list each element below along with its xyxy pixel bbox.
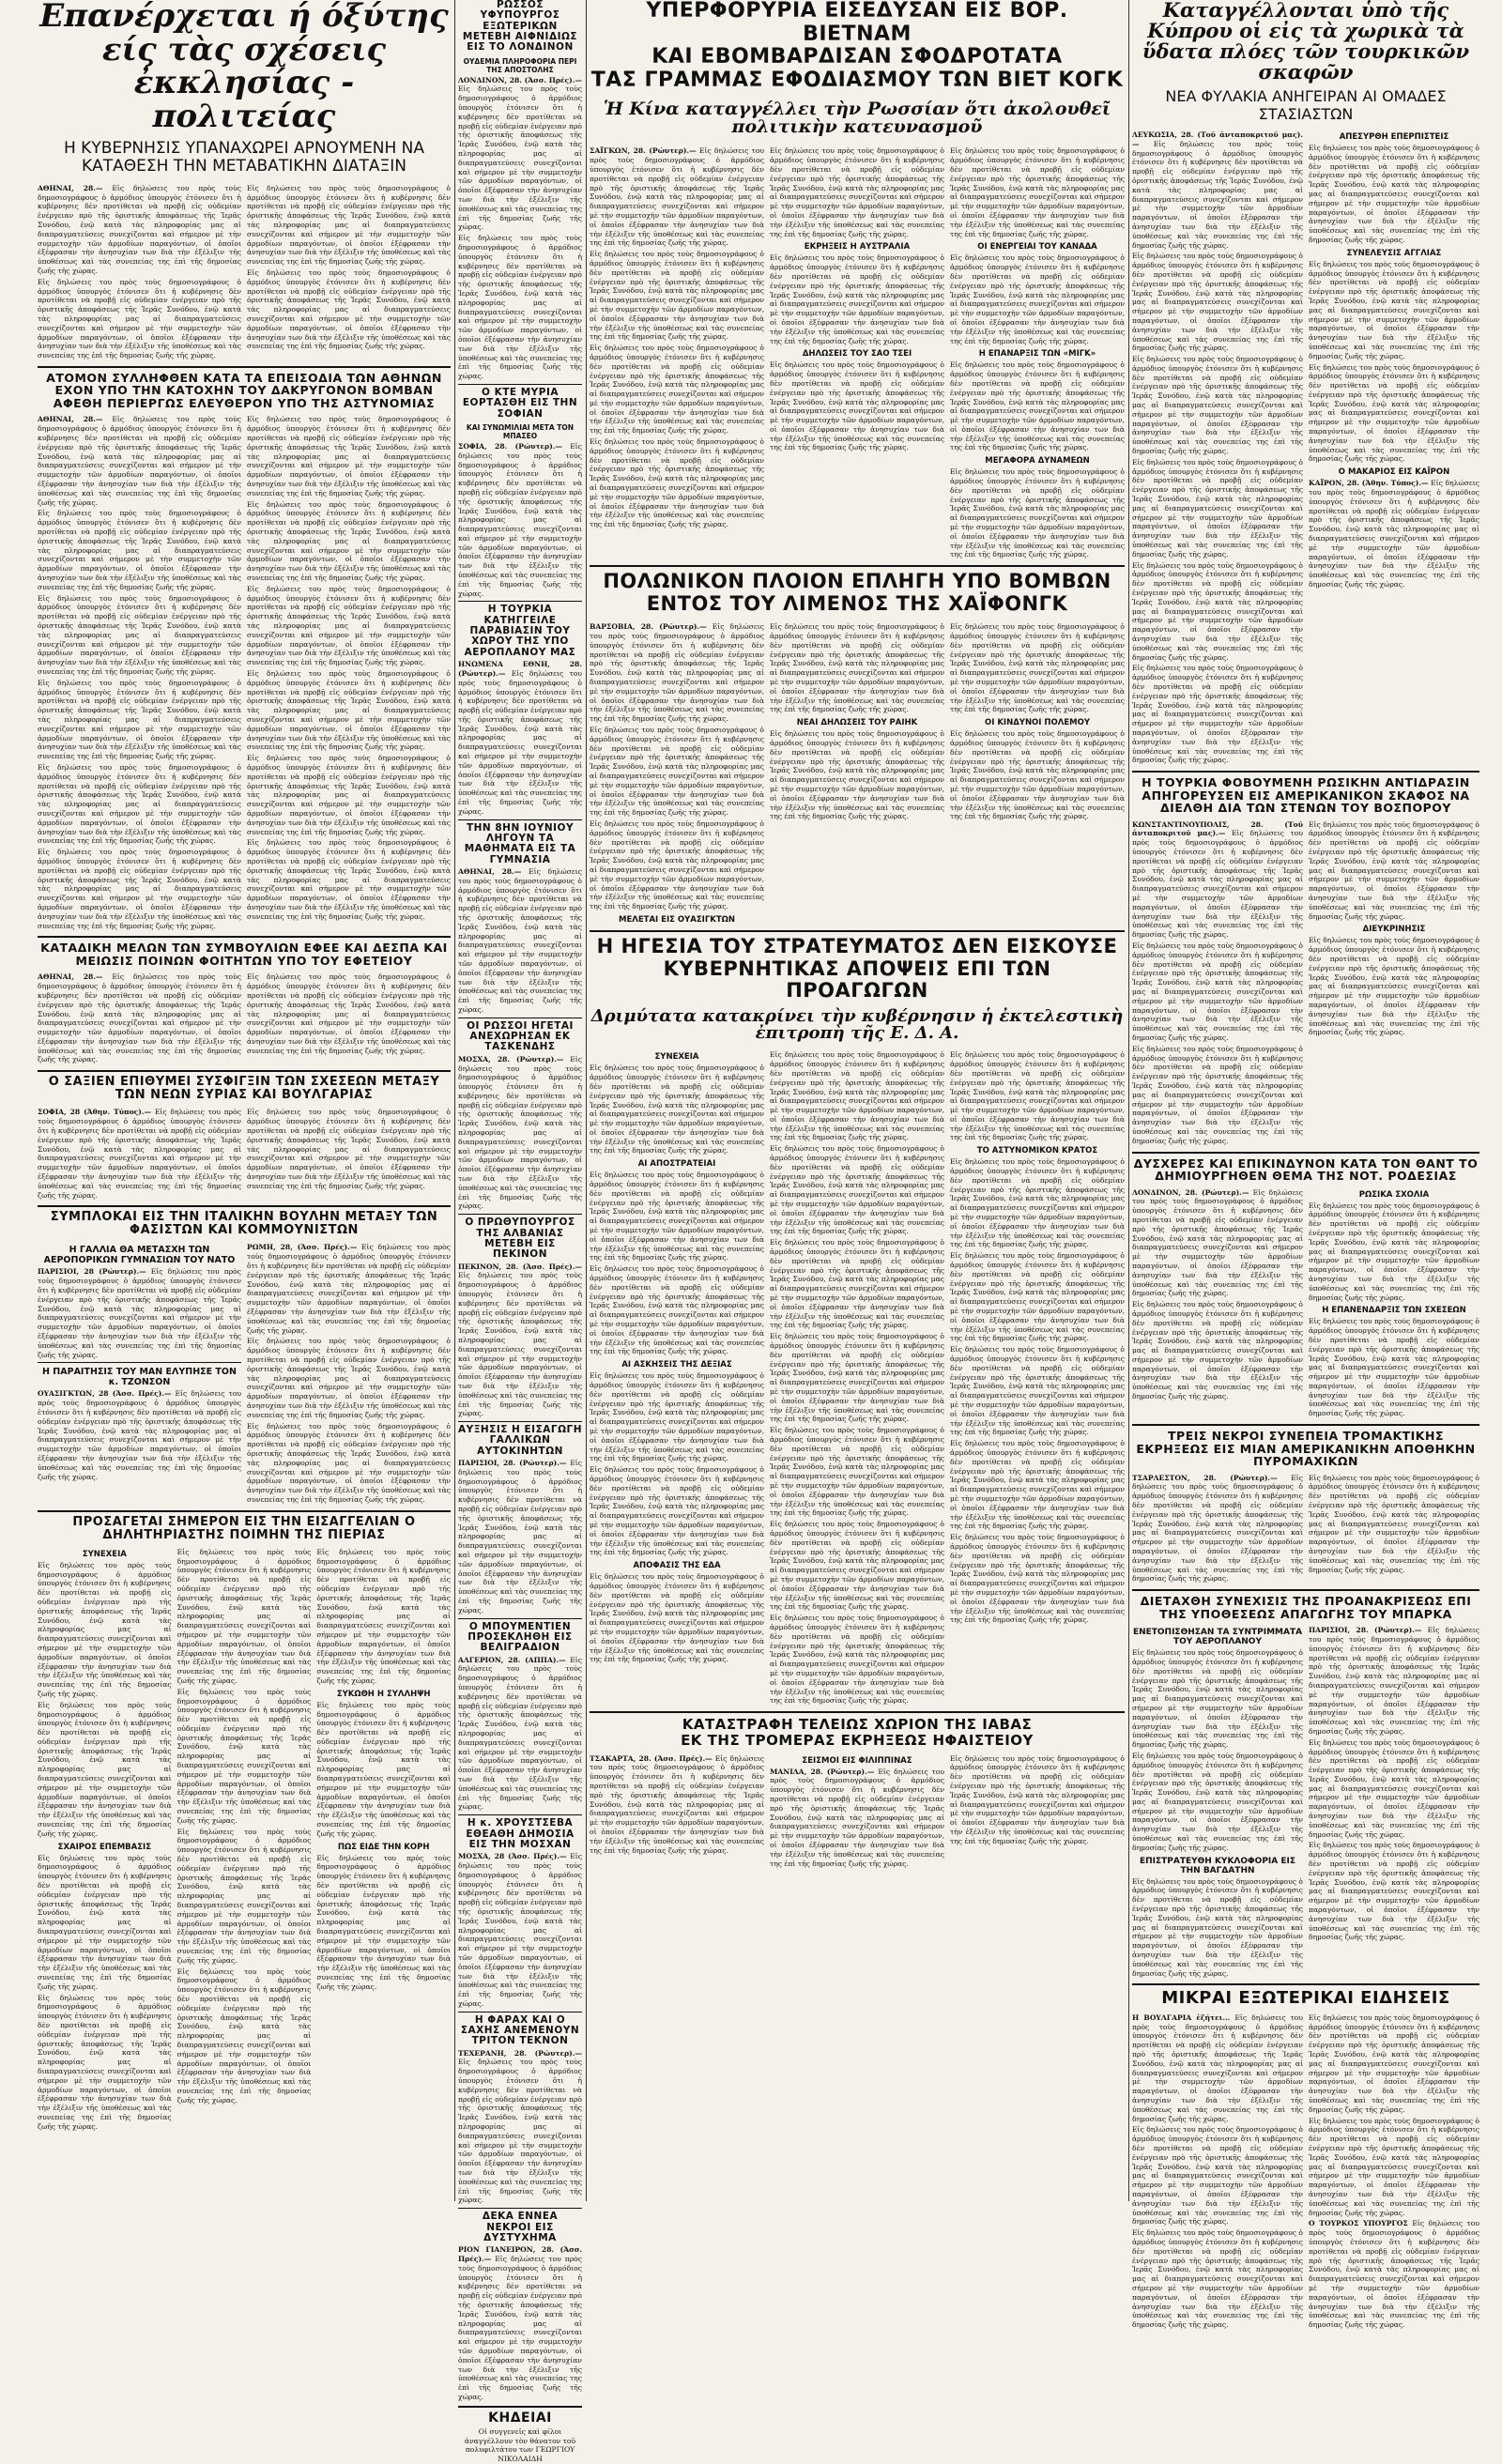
column-4 [1132, 0, 1479, 2330]
dateline: ΠΕΚΙΝΟΝ, 28. (Ἀσσ. Πρές).— [458, 1262, 582, 1271]
dateline: ΣΟΦΙΑ, 28 (Ἀθην. Τύπος).— [38, 1108, 152, 1117]
dateline: ΜΟΣΧΑ, 28 (Ἀσσ. Πρές).— [458, 1852, 567, 1861]
headline [590, 571, 1125, 615]
brief-lead: Η ΒΟΥΛΓΑΡΙΑ ἐζήτει... [1132, 2013, 1231, 2022]
article-text: Εἰς δηλώσεις του πρὸς τοὺς δημοσιογράφους ὁ ἀρμόδιος ὑπουργὸς ἐτόνισεν ὅτι ἡ κυβέρνησις δὲν προτίθεται νὰ προβῇ εἰς οὐδεμίαν ἐνέργειαν πρὸ τῆς ὁριστικῆς ἀποφάσεως τῆς Ἱερᾶς Συνόδου, ἐνῷ κατὰ τὰς πληροφορίας μας αἱ διαπραγματεύσεις συνεχίζονται καὶ σήμερον μὲ τὴν συμμετοχὴν τῶν ἁρμοδίων παραγόντων, οἱ ὁποῖοι ἐξέφρασαν τὴν ἀνησυχίαν των διὰ τὴν ἐξέλιξιν τῆς ὑποθέσεως καὶ τὰς συνεπείας της ἐπὶ τῆς δημοσίας ζωῆς τῆς χώρας. [38, 1108, 241, 1200]
article-text: Εἰς δηλώσεις του πρὸς τοὺς δημοσιογράφους ὁ ἀρμόδιος ὑπουργὸς ἐτόνισεν ὅτι ἡ κυβέρνησις δὲν προτίθεται νὰ προβῇ εἰς οὐδεμίαν ἐνέργειαν πρὸ τῆς ὁριστικῆς ἀποφάσεως τῆς Ἱερᾶς Συνόδου, ἐνῷ κατὰ τὰς πληροφορίας μας αἱ διαπραγματεύσεις συνεχίζονται καὶ σήμερον μὲ τὴν συμμετοχὴν τῶν ἁρμοδίων παραγόντων, οἱ ὁποῖοι ἐξέφρασαν τὴν ἀνησυχίαν των διὰ τὴν ἐξέλιξιν τῆς ὑποθέσεως καὶ τὰς συνεπείας της ἐπὶ τῆς δημοσίας ζωῆς τῆς χώρας. [1309, 1317, 1479, 1418]
dateline: ΛΟΝΔΙΝΟΝ, 28. (Ρώυτερ).— [1132, 1187, 1249, 1197]
column-2 [458, 0, 583, 2464]
dateline: ΜΑΝΙΛΑ, 28. (Ρώυτερ).— [770, 1767, 875, 1776]
article-text: Εἰς δηλώσεις του πρὸς τοὺς δημοσιογράφους ὁ ἀρμόδιος ὑπουργὸς ἐτόνισεν ὅτι ἡ κυβέρνησις δὲν προτίθεται νὰ προβῇ εἰς οὐδεμίαν ἐνέργειαν πρὸ τῆς ὁριστικῆς ἀποφάσεως τῆς Ἱερᾶς Συνόδου, ἐνῷ κατὰ τὰς πληροφορίας μας αἱ διαπραγματεύσεις συνεχίζονται καὶ σήμερον μὲ τὴν συμμετοχὴν τῶν ἁρμοδίων παραγόντων, οἱ ὁποῖοι ἐξέφρασαν τὴν ἀνησυχίαν των διὰ τὴν ἐξέλιξιν τῆς ὑποθέσεως καὶ τὰς συνεπείας της ἐπὶ τῆς δημοσίας ζωῆς τῆς χώρας. [1309, 1626, 1479, 1736]
article-text: Εἰς δηλώσεις του πρὸς τοὺς δημοσιογράφους ὁ ἀρμόδιος ὑπουργὸς ἐτόνισεν ὅτι ἡ κυβέρνησις δὲν προτίθεται νὰ προβῇ εἰς οὐδεμίαν ἐνέργειαν πρὸ τῆς ὁριστικῆς ἀποφάσεως τῆς Ἱερᾶς Συνόδου, ἐνῷ κατὰ τὰς πληροφορίας μας αἱ διαπραγματεύσεις συνεχίζονται καὶ σήμερον μὲ τὴν συμμετοχὴν τῶν ἁρμοδίων παραγόντων, οἱ ὁποῖοι ἐξέφρασαν τὴν ἀνησυχίαν των διὰ τὴν ἐξέλιξιν τῆς ὑποθέσεως καὶ τὰς συνεπείας της ἐπὶ τῆς δημοσίας ζωῆς τῆς χώρας. [38, 1853, 172, 1991]
headline: Καταγγέλλονται ὑπὸ τῆς Κύπρου οἱ εἰς τὰ χωρικὰ τὰ ὕδατα πλόες τῶν τουρκικῶν σκαφῶν [1142, 0, 1470, 84]
headline: ΜΙΚΡΑΙ ΕΞΩΤΕΡΙΚΑΙ ΕΙΔΗΣΕΙΣ [1161, 1988, 1450, 2009]
article-text: Εἰς δηλώσεις του πρὸς τοὺς δημοσιογράφους ὁ ἀρμόδιος ὑπουργὸς ἐτόνισεν ὅτι ἡ κυβέρνησις δὲν προτίθεται νὰ προβῇ εἰς οὐδεμίαν ἐνέργειαν πρὸ τῆς ὁριστικῆς ἀποφάσεως τῆς Ἱερᾶς Συνόδου, ἐνῷ κατὰ τὰς πληροφορίας μας αἱ διαπραγματεύσεις συνεχίζονται καὶ σήμερον μὲ τὴν συμμετοχὴν τῶν ἁρμοδίων παραγόντων, οἱ ὁποῖοι ἐξέφρασαν τὴν ἀνησυχίαν των διὰ τὴν ἐξέλιξιν τῆς ὑποθέσεως καὶ τὰς συνεπείας της ἐπὶ τῆς δημοσίας ζωῆς τῆς χώρας. [1132, 252, 1303, 353]
article-text: Εἰς δηλώσεις του πρὸς τοὺς δημοσιογράφους ὁ ἀρμόδιος ὑπουργὸς ἐτόνισεν ὅτι ἡ κυβέρνησις δὲν προτίθεται νὰ προβῇ εἰς οὐδεμίαν ἐνέργειαν πρὸ τῆς ὁριστικῆς ἀποφάσεως τῆς Ἱερᾶς Συνόδου, ἐνῷ κατὰ τὰς πληροφορίας μας αἱ διαπραγματεύσεις συνεχίζονται καὶ σήμερον μὲ τὴν συμμετοχὴν τῶν ἁρμοδίων παραγόντων, οἱ ὁποῖοι ἐξέφρασαν τὴν ἀνησυχίαν των διὰ τὴν ἐξέλιξιν τῆς ὑποθέσεως καὶ τὰς συνεπείας της ἐπὶ τῆς δημοσίας ζωῆς τῆς χώρας. [316, 1700, 452, 1838]
article-text: Εἰς δηλώσεις του πρὸς τοὺς δημοσιογράφους ὁ ἀρμόδιος ὑπουργὸς ἐτόνισεν ὅτι ἡ κυβέρνησις δὲν προτίθεται νὰ προβῇ εἰς οὐδεμίαν ἐνέργειαν πρὸ τῆς ὁριστικῆς ἀποφάσεως τῆς Ἱερᾶς Συνόδου, ἐνῷ κατὰ τὰς πληροφορίας μας αἱ διαπραγματεύσεις συνεχίζονται καὶ σήμερον μὲ τὴν συμμετοχὴν τῶν ἁρμοδίων παραγόντων, οἱ ὁποῖοι ἐξέφρασαν τὴν ἀνησυχίαν των διὰ τὴν ἐξέλιξιν τῆς ὑποθέσεως καὶ τὰς συνεπείας της ἐπὶ τῆς δημοσίας ζωῆς τῆς χώρας. [1132, 664, 1303, 765]
article-text: Εἰς δηλώσεις του πρὸς τοὺς δημοσιογράφους ὁ ἀρμόδιος ὑπουργὸς ἐτόνισεν ὅτι ἡ κυβέρνησις δὲν προτίθεται νὰ προβῇ εἰς οὐδεμίαν ἐνέργειαν πρὸ τῆς ὁριστικῆς ἀποφάσεως τῆς Ἱερᾶς Συνόδου, ἐνῷ κατὰ τὰς πληροφορίας μας αἱ διαπραγματεύσεις συνεχίζονται καὶ σήμερον μὲ τὴν συμμετοχὴν τῶν ἁρμοδίων παραγόντων, οἱ ὁποῖοι ἐξέφρασαν τὴν ἀνησυχίαν των διὰ τὴν ἐξέλιξιν τῆς ὑποθέσεως καὶ τὰς συνεπείας της ἐπὶ τῆς δημοσίας ζωῆς τῆς χώρας. [1132, 1473, 1303, 1584]
section-heading: ΜΕΓΑΦΟΡΑ ΔΥΝΑΜΕΩΝ [985, 456, 1090, 467]
article-text: Εἰς δηλώσεις του πρὸς τοὺς δημοσιογράφους ὁ ἀρμόδιος ὑπουργὸς ἐτόνισεν ὅτι ἡ κυβέρνησις δὲν προτίθεται νὰ προβῇ εἰς οὐδεμίαν ἐνέργειαν πρὸ τῆς ὁριστικῆς ἀποφάσεως τῆς Ἱερᾶς Συνόδου, ἐνῷ κατὰ τὰς πληροφορίας μας αἱ διαπραγματεύσεις συνεχίζονται καὶ σήμερον μὲ τὴν συμμετοχὴν τῶν ἁρμοδίων παραγόντων, οἱ ὁποῖοι ἐξέφρασαν τὴν ἀνησυχίαν των διὰ τὴν ἐξέλιξιν τῆς ὑποθέσεως καὶ τὰς συνεπείας της ἐπὶ τῆς δημοσίας ζωῆς τῆς χώρας. [247, 415, 451, 497]
article-text: Εἰς δηλώσεις του πρὸς τοὺς δημοσιογράφους ὁ ἀρμόδιος ὑπουργὸς ἐτόνισεν ὅτι ἡ κυβέρνησις δὲν προτίθεται νὰ προβῇ εἰς οὐδεμίαν ἐνέργειαν πρὸ τῆς ὁριστικῆς ἀποφάσεως τῆς Ἱερᾶς Συνόδου, ἐνῷ κατὰ τὰς πληροφορίας μας αἱ διαπραγματεύσεις συνεχίζονται καὶ σήμερον μὲ τὴν συμμετοχὴν τῶν ἁρμοδίων παραγόντων, οἱ ὁποῖοι ἐξέφρασαν τὴν ἀνησυχίαν των διὰ τὴν ἐξέλιξιν τῆς ὑποθέσεως καὶ τὰς συνεπείας της ἐπὶ τῆς δημοσίας ζωῆς τῆς χώρας. [770, 1050, 944, 1142]
article-text: Εἰς δηλώσεις του πρὸς τοὺς δημοσιογράφους ὁ ἀρμόδιος ὑπουργὸς ἐτόνισεν ὅτι ἡ κυβέρνησις δὲν προτίθεται νὰ προβῇ εἰς οὐδεμίαν ἐνέργειαν πρὸ τῆς ὁριστικῆς ἀποφάσεως τῆς Ἱερᾶς Συνόδου, ἐνῷ κατὰ τὰς πληροφορίας μας αἱ διαπραγματεύσεις συνεχίζονται καὶ σήμερον μὲ τὴν συμμετοχὴν τῶν ἁρμοδίων παραγόντων, οἱ ὁποῖοι ἐξέφρασαν τὴν ἀνησυχίαν των διὰ τὴν ἐξέλιξιν τῆς ὑποθέσεως καὶ τὰς συνεπείας της ἐπὶ τῆς δημοσίας ζωῆς τῆς χώρας. [38, 183, 241, 276]
article-explosion [1132, 1430, 1479, 1585]
headline: ΣΥΜΠΛΟΚΑΙ ΕΙΣ ΤΗΝ ΙΤΑΛΙΚΗΝ ΒΟΥΛΗΝ ΜΕΤΑΞΥ ΤΩΝ ΦΑΣΙΣΤΩΝ ΚΑΙ ΚΟΜΜΟΥΝΙΣΤΩΝ [50, 1210, 438, 1238]
dateline: ΡΙΟΝ ΓΙΑΝΕΙΡΟΝ, 28. (Ἀσσ. Πρές).— [458, 2245, 582, 2264]
section-heading: ΕΠΙΣΤΡΑΤΕΥΘΗ ΚΥΚΛΟΦΟΡΙΑ ΕΙΣ ΤΗΝ ΒΑΓΔΑΤΗΝ [1139, 1856, 1296, 1875]
article-text: Εἰς δηλώσεις του πρὸς τοὺς δημοσιογράφους ὁ ἀρμόδιος ὑπουργὸς ἐτόνισεν ὅτι ἡ κυβέρνησις δὲν προτίθεται νὰ προβῇ εἰς οὐδεμίαν ἐνέργειαν πρὸ τῆς ὁριστικῆς ἀποφάσεως τῆς Ἱερᾶς Συνόδου, ἐνῷ κατὰ τὰς πληροφορίας μας αἱ διαπραγματεύσεις συνεχίζονται καὶ σήμερον μὲ τὴν συμμετοχὴν τῶν ἁρμοδίων παραγόντων, οἱ ὁποῖοι ἐξέφρασαν τὴν ἀνησυχίαν των διὰ τὴν ἐξέλιξιν τῆς ὑποθέσεως καὶ τὰς συνεπείας της ἐπὶ τῆς δημοσίας ζωῆς τῆς χώρας. [38, 972, 241, 1064]
section-heading: ΔΙΕΥΚΡΙΝΗΣΙΣ [1362, 925, 1426, 935]
headline-line: Η ΗΓΕΣΙΑ ΤΟΥ ΣΤΡΑΤΕΥΜΑΤΟΣ ΔΕΝ ΕΙΣΚΟΥΣΕ [596, 934, 1118, 957]
section-heading: ΣΥΚΩΘΗ Η ΣΥΛΛΗΨΗ [336, 1689, 431, 1699]
dateline: ΑΘΗΝΑΙ, 28.— [458, 866, 522, 876]
column-rule [1128, 0, 1129, 2201]
headline: ΚΗΔΕΙΑΙ [488, 2410, 552, 2426]
article-text: Εἰς δηλώσεις του πρὸς τοὺς δημοσιογράφους ὁ ἀρμόδιος ὑπουργὸς ἐτόνισεν ὅτι ἡ κυβέρνησις δὲν προτίθεται νὰ προβῇ εἰς οὐδεμίαν ἐνέργειαν πρὸ τῆς ὁριστικῆς ἀποφάσεως τῆς Ἱερᾶς Συνόδου, ἐνῷ κατὰ τὰς πληροφορίας μας αἱ διαπραγματεύσεις συνεχίζονται καὶ σήμερον μὲ τὴν συμμετοχὴν τῶν ἁρμοδίων παραγόντων, οἱ ὁποῖοι ἐξέφρασαν τὴν ἀνησυχίαν των διὰ τὴν ἐξέλιξιν τῆς ὑποθέσεως καὶ τὰς συνεπείας της ἐπὶ τῆς δημοσίας ζωῆς τῆς χώρας. [1132, 2013, 1303, 2123]
article-text: Εἰς δηλώσεις του πρὸς τοὺς δημοσιογράφους ὁ ἀρμόδιος ὑπουργὸς ἐτόνισεν ὅτι ἡ κυβέρνησις δὲν προτίθεται νὰ προβῇ εἰς οὐδεμίαν ἐνέργειαν πρὸ τῆς ὁριστικῆς ἀποφάσεως τῆς Ἱερᾶς Συνόδου, ἐνῷ κατὰ τὰς πληροφορίας μας αἱ διαπραγματεύσεις συνεχίζονται καὶ σήμερον μὲ τὴν συμμετοχὴν τῶν ἁρμοδίων παραγόντων, οἱ ὁποῖοι ἐξέφρασαν τὴν ἀνησυχίαν των διὰ τὴν ἐξέλιξιν τῆς ὑποθέσεως καὶ τὰς συνεπείας της ἐπὶ τῆς δημοσίας ζωῆς τῆς χώρας. [590, 250, 764, 342]
subheadline: Η ΓΑΛΛΙΑ ΘΑ ΜΕΤΑΣΧΗ ΤΩΝ ΑΕΡΟΠΟΡΙΚΩΝ ΓΥΜΝΑΣΙΩΝ ΤΟΥ ΝΑΤΟ [43, 1245, 236, 1266]
headline: ΔΙΕΤΑΧΘΗ ΣΥΝΕΧΙΣΙΣ ΤΗΣ ΠΡΟΑΝΑΚΡΙΣΕΩΣ ΕΠΙ ΤΗΣ ΥΠΟΘΕΣΕΩΣ ΑΠΑΓΩΓΗΣ ΤΟΥ ΜΠΑΡΚΑ [1140, 1594, 1472, 1621]
article-text: Εἰς δηλώσεις του πρὸς τοὺς δημοσιογράφους ὁ ἀρμόδιος ὑπουργὸς ἐτόνισεν ὅτι ἡ κυβέρνησις δὲν προτίθεται νὰ προβῇ εἰς οὐδεμίαν ἐνέργειαν πρὸ τῆς ὁριστικῆς ἀποφάσεως τῆς Ἱερᾶς Συνόδου, ἐνῷ κατὰ τὰς πληροφορίας μας αἱ διαπραγματεύσεις συνεχίζονται καὶ σήμερον μὲ τὴν συμμετοχὴν τῶν ἁρμοδίων παραγόντων, οἱ ὁποῖοι ἐξέφρασαν τὴν ἀνησυχίαν των διὰ τὴν ἐξέλιξιν τῆς ὑποθέσεως καὶ τὰς συνεπείας της ἐπὶ τῆς δημοσίας ζωῆς τῆς χώρας. [1132, 1876, 1303, 1978]
article-cyprus-waters [1132, 0, 1479, 767]
headline: Επανέρχεται ή όξύτης είς τὰς σχέσεις ἐκκλησίας - πολιτείας [39, 0, 449, 136]
article-text: Εἰς δηλώσεις του πρὸς τοὺς δημοσιογράφους ὁ ἀρμόδιος ὑπουργὸς ἐτόνισεν ὅτι ἡ κυβέρνησις δὲν προτίθεται νὰ προβῇ εἰς οὐδεμίαν ἐνέργειαν πρὸ τῆς ὁριστικῆς ἀποφάσεως τῆς Ἱερᾶς Συνόδου, ἐνῷ κατὰ τὰς πληροφορίας μας αἱ διαπραγματεύσεις συνεχίζονται καὶ σήμερον μὲ τὴν συμμετοχὴν τῶν ἁρμοδίων παραγόντων, οἱ ὁποῖοι ἐξέφρασαν τὴν ἀνησυχίαν των διὰ τὴν ἐξέλιξιν τῆς ὑποθέσεως καὶ τὰς συνεπείας της ἐπὶ τῆς δημοσίας ζωῆς τῆς χώρας. [247, 669, 451, 752]
article-text: Εἰς δηλώσεις του πρὸς τοὺς δημοσιογράφους ὁ ἀρμόδιος ὑπουργὸς ἐτόνισεν ὅτι ἡ κυβέρνησις δὲν προτίθεται νὰ προβῇ εἰς οὐδεμίαν ἐνέργειαν πρὸ τῆς ὁριστικῆς ἀποφάσεως τῆς Ἱερᾶς Συνόδου, ἐνῷ κατὰ τὰς πληροφορίας μας αἱ διαπραγματεύσεις συνεχίζονται καὶ σήμερον μὲ τὴν συμμετοχὴν τῶν ἁρμοδίων παραγόντων, οἱ ὁποῖοι ἐξέφρασαν τὴν ἀνησυχίαν των διὰ τὴν ἐξέλιξιν τῆς ὑποθέσεως καὶ τὰς συνεπείας της ἐπὶ τῆς δημοσίας ζωῆς τῆς χώρας. [458, 234, 582, 381]
headline: Η κ. ΧΡΟΥΣΤΣΕΒΑ ΕΘΕΑΘΗ ΔΗΜΟΣΙΑ ΕΙΣ ΤΗΝ ΜΟΣΧΑΝ [466, 1817, 575, 1850]
headline: Ο ΣΑΞΙΕΝ ΕΠΙΘΥΜΕΙ ΣΥΣΦΙΓΞΙΝ ΤΩΝ ΣΧΕΣΕΩΝ ΜΕΤΑΞΥ ΤΩΝ ΝΕΩΝ ΣΥΡΙΑΣ ΚΑΙ ΒΟΥΛΓΑΡΙΑΣ [48, 1075, 440, 1103]
article-text: Εἰς δηλώσεις του πρὸς τοὺς δημοσιογράφους ὁ ἀρμόδιος ὑπουργὸς ἐτόνισεν ὅτι ἡ κυβέρνησις δὲν προτίθεται νὰ προβῇ εἰς οὐδεμίαν ἐνέργειαν πρὸ τῆς ὁριστικῆς ἀποφάσεως τῆς Ἱερᾶς Συνόδου, ἐνῷ κατὰ τὰς πληροφορίας μας αἱ διαπραγματεύσεις συνεχίζονται καὶ σήμερον μὲ τὴν συμμετοχὴν τῶν ἁρμοδίων παραγόντων, οἱ ὁποῖοι ἐξέφρασαν τὴν ἀνησυχίαν των διὰ τὴν ἐξέλιξιν τῆς ὑποθέσεως καὶ τὰς συνεπείας της ἐπὶ τῆς δημοσίας ζωῆς τῆς χώρας. [1309, 2219, 1479, 2330]
article-text: Εἰς δηλώσεις του πρὸς τοὺς δημοσιογράφους ὁ ἀρμόδιος ὑπουργὸς ἐτόνισεν ὅτι ἡ κυβέρνησις δὲν προτίθεται νὰ προβῇ εἰς οὐδεμίαν ἐνέργειαν πρὸ τῆς ὁριστικῆς ἀποφάσεως τῆς Ἱερᾶς Συνόδου, ἐνῷ κατὰ τὰς πληροφορίας μας αἱ διαπραγματεύσεις συνεχίζονται καὶ σήμερον μὲ τὴν συμμετοχὴν τῶν ἁρμοδίων παραγόντων, οἱ ὁποῖοι ἐξέφρασαν τὴν ἀνησυχίαν των διὰ τὴν ἐξέλιξιν τῆς ὑποθέσεως καὶ τὰς συνεπείας της ἐπὶ τῆς δημοσίας ζωῆς τῆς χώρας. [770, 253, 944, 345]
section-heading: ΜΕΛΕΤΑΙ ΕΙΣ ΟΥΑΣΙΓΚΤΩΝ [619, 914, 735, 925]
dateline: ΠΑΡΙΣΙΟΙ, 28. (Ρώυτερ).— [1309, 1626, 1422, 1635]
article-text: Εἰς δηλώσεις του πρὸς τοὺς δημοσιογράφους ὁ ἀρμόδιος ὑπουργὸς ἐτόνισεν ὅτι ἡ κυβέρνησις δὲν προτίθεται νὰ προβῇ εἰς οὐδεμίαν ἐνέργειαν πρὸ τῆς ὁριστικῆς ἀποφάσεως τῆς Ἱερᾶς Συνόδου, ἐνῷ κατὰ τὰς πληροφορίας μας αἱ διαπραγματεύσεις συνεχίζονται καὶ σήμερον μὲ τὴν συμμετοχὴν τῶν ἁρμοδίων παραγόντων, οἱ ὁποῖοι ἐξέφρασαν τὴν ἀνησυχίαν των διὰ τὴν ἐξέλιξιν τῆς ὑποθέσεως καὶ τὰς συνεπείας της ἐπὶ τῆς δημοσίας ζωῆς τῆς χώρας. [458, 1655, 582, 1812]
dateline: ΗΝΩΜΕΝΑ ΕΘΝΗ, 28. (Ρώυτερ).— [458, 660, 582, 678]
headline: Η ΤΟΥΡΚΙΑ ΚΑΤΗΓΓΕΙΛΕ ΠΑΡΑΒΙΑΣΙΝ ΤΟΥ ΧΩΡΟΥ ΤΗΣ ΥΠΟ ΑΕΡΟΠΛΑΝΟΥ ΜΑΣ [464, 604, 576, 658]
article-text: Εἰς δηλώσεις του πρὸς τοὺς δημοσιογράφους ὁ ἀρμόδιος ὑπουργὸς ἐτόνισεν ὅτι ἡ κυβέρνησις δὲν προτίθεται νὰ προβῇ εἰς οὐδεμίαν ἐνέργειαν πρὸ τῆς ὁριστικῆς ἀποφάσεως τῆς Ἱερᾶς Συνόδου, ἐνῷ κατὰ τὰς πληροφορίας μας αἱ διαπραγματεύσεις συνεχίζονται καὶ σήμερον μὲ τὴν συμμετοχὴν τῶν ἁρμοδίων παραγόντων, οἱ ὁποῖοι ἐξέφρασαν τὴν ἀνησυχίαν των διὰ τὴν ἐξέλιξιν τῆς ὑποθέσεως καὶ τὰς συνεπείας της ἐπὶ τῆς δημοσίας ζωῆς τῆς χώρας. [1309, 2116, 1479, 2217]
headline: Η ΦΑΡΑΧ ΚΑΙ Ο ΣΑΧΗΣ ΑΝΕΜΕΝΟΥΝ ΤΡΙΤΟΝ ΤΕΚΝΟΝ [460, 2013, 580, 2047]
article-text: Εἰς δηλώσεις του πρὸς τοὺς δημοσιογράφους ὁ ἀρμόδιος ὑπουργὸς ἐτόνισεν ὅτι ἡ κυβέρνησις δὲν προτίθεται νὰ προβῇ εἰς οὐδεμίαν ἐνέργειαν πρὸ τῆς ὁριστικῆς ἀποφάσεως τῆς Ἱερᾶς Συνόδου, ἐνῷ κατὰ τὰς πληροφορίας μας αἱ διαπραγματεύσεις συνεχίζονται καὶ σήμερον μὲ τὴν συμμετοχὴν τῶν ἁρμοδίων παραγόντων, οἱ ὁποῖοι ἐξέφρασαν τὴν ἀνησυχίαν των διὰ τὴν ἐξέλιξιν τῆς ὑποθέσεως καὶ τὰς συνεπείας της ἐπὶ τῆς δημοσίας ζωῆς τῆς χώρας. [770, 146, 944, 238]
subheadline: Η ΠΑΡΑΙΤΗΣΙΣ ΤΟΥ ΜΑΝ ΕΛΥΠΗΣΕ ΤΟΝ κ. ΤΖΟΝΣΟΝ [42, 1367, 237, 1388]
dateline: ΛΟΝΔΙΝΟΝ, 28. (Ἀσσ. Πρές).— [458, 75, 582, 84]
dateline: ΒΑΡΣΟΒΙΑ, 28. (Ρώυτερ).— [590, 622, 707, 632]
article-text: Εἰς δηλώσεις του πρὸς τοὺς δημοσιογράφους ὁ ἀρμόδιος ὑπουργὸς ἐτόνισεν ὅτι ἡ κυβέρνησις δὲν προτίθεται νὰ προβῇ εἰς οὐδεμίαν ἐνέργειαν πρὸ τῆς ὁριστικῆς ἀποφάσεως τῆς Ἱερᾶς Συνόδου, ἐνῷ κατὰ τὰς πληροφορίας μας αἱ διαπραγματεύσεις συνεχίζονται καὶ σήμερον μὲ τὴν συμμετοχὴν τῶν ἁρμοδίων παραγόντων, οἱ ὁποῖοι ἐξέφρασαν τὴν ἀνησυχίαν των διὰ τὴν ἐξέλιξιν τῆς ὑποθέσεως καὶ τὰς συνεπείας της ἐπὶ τῆς δημοσίας ζωῆς τῆς χώρας. [176, 1827, 312, 1965]
dateline: ΜΟΣΧΑ, 28. (Ρώυτερ).— [458, 1054, 564, 1064]
article-text: Εἰς δηλώσεις του πρὸς τοὺς δημοσιογράφους ὁ ἀρμόδιος ὑπουργὸς ἐτόνισεν ὅτι ἡ κυβέρνησις δὲν προτίθεται νὰ προβῇ εἰς οὐδεμίαν ἐνέργειαν πρὸ τῆς ὁριστικῆς ἀποφάσεως τῆς Ἱερᾶς Συνόδου, ἐνῷ κατὰ τὰς πληροφορίας μας αἱ διαπραγματεύσεις συνεχίζονται καὶ σήμερον μὲ τὴν συμμετοχὴν τῶν ἁρμοδίων παραγόντων, οἱ ὁποῖοι ἐξέφρασαν τὴν ἀνησυχίαν των διὰ τὴν ἐξέλιξιν τῆς ὑποθέσεως καὶ τὰς συνεπείας της ἐπὶ τῆς δημοσίας ζωῆς τῆς χώρας. [38, 1700, 172, 1838]
article-text: Εἰς δηλώσεις του πρὸς τοὺς δημοσιογράφους ὁ ἀρμόδιος ὑπουργὸς ἐτόνισεν ὅτι ἡ κυβέρνησις δὲν προτίθεται νὰ προβῇ εἰς οὐδεμίαν ἐνέργειαν πρὸ τῆς ὁριστικῆς ἀποφάσεως τῆς Ἱερᾶς Συνόδου, ἐνῷ κατὰ τὰς πληροφορίας μας αἱ διαπραγματεύσεις συνεχίζονται καὶ σήμερον μὲ τὴν συμμετοχὴν τῶν ἁρμοδίων παραγόντων, οἱ ὁποῖοι ἐξέφρασαν τὴν ἀνησυχίαν των διὰ τὴν ἐξέλιξιν τῆς ὑποθέσεως καὶ τὰς συνεπείας της ἐπὶ τῆς δημοσίας ζωῆς τῆς χώρας. [950, 1533, 1125, 1625]
dateline: ΚΑΪΡΟΝ, 28. (Ἀθην. Τύπος).— [1309, 479, 1429, 488]
article-text: Εἰς δηλώσεις του πρὸς τοὺς δημοσιογράφους ὁ ἀρμόδιος ὑπουργὸς ἐτόνισεν ὅτι ἡ κυβέρνησις δὲν προτίθεται νὰ προβῇ εἰς οὐδεμίαν ἐνέργειαν πρὸ τῆς ὁριστικῆς ἀποφάσεως τῆς Ἱερᾶς Συνόδου, ἐνῷ κατὰ τὰς πληροφορίας μας αἱ διαπραγματεύσεις συνεχίζονται καὶ σήμερον μὲ τὴν συμμετοχὴν τῶν ἁρμοδίων παραγόντων, οἱ ὁποῖοι ἐξέφρασαν τὴν ἀνησυχίαν των διὰ τὴν ἐξέλιξιν τῆς ὑποθέσεως καὶ τὰς συνεπείας της ἐπὶ τῆς δημοσίας ζωῆς τῆς χώρας. [1309, 936, 1479, 1037]
article-text: Εἰς δηλώσεις του πρὸς τοὺς δημοσιογράφους ὁ ἀρμόδιος ὑπουργὸς ἐτόνισεν ὅτι ἡ κυβέρνησις δὲν προτίθεται νὰ προβῇ εἰς οὐδεμίαν ἐνέργειαν πρὸ τῆς ὁριστικῆς ἀποφάσεως τῆς Ἱερᾶς Συνόδου, ἐνῷ κατὰ τὰς πληροφορίας μας αἱ διαπραγματεύσεις συνεχίζονται καὶ σήμερον μὲ τὴν συμμετοχὴν τῶν ἁρμοδίων παραγόντων, οἱ ὁποῖοι ἐξέφρασαν τὴν ἀνησυχίαν των διὰ τὴν ἐξέλιξιν τῆς ὑποθέσεως καὶ τὰς συνεπείας της ἐπὶ τῆς δημοσίας ζωῆς τῆς χώρας. [458, 668, 582, 816]
article-text: Εἰς δηλώσεις του πρὸς τοὺς δημοσιογράφους ὁ ἀρμόδιος ὑπουργὸς ἐτόνισεν ὅτι ἡ κυβέρνησις δὲν προτίθεται νὰ προβῇ εἰς οὐδεμίαν ἐνέργειαν πρὸ τῆς ὁριστικῆς ἀποφάσεως τῆς Ἱερᾶς Συνόδου, ἐνῷ κατὰ τὰς πληροφορίας μας αἱ διαπραγματεύσεις συνεχίζονται καὶ σήμερον μὲ τὴν συμμετοχὴν τῶν ἁρμοδίων παραγόντων, οἱ ὁποῖοι ἐξέφρασαν τὴν ἀνησυχίαν των διὰ τὴν ἐξέλιξιν τῆς ὑποθέσεως καὶ τὰς συνεπείας της ἐπὶ τῆς δημοσίας ζωῆς τῆς χώρας. [950, 146, 1125, 238]
article-text: Εἰς δηλώσεις του πρὸς τοὺς δημοσιογράφους ὁ ἀρμόδιος ὑπουργὸς ἐτόνισεν ὅτι ἡ κυβέρνησις δὲν προτίθεται νὰ προβῇ εἰς οὐδεμίαν ἐνέργειαν πρὸ τῆς ὁριστικῆς ἀποφάσεως τῆς Ἱερᾶς Συνόδου, ἐνῷ κατὰ τὰς πληροφορίας μας αἱ διαπραγματεύσεις συνεχίζονται καὶ σήμερον μὲ τὴν συμμετοχὴν τῶν ἁρμοδίων παραγόντων, οἱ ὁποῖοι ἐξέφρασαν τὴν ἀνησυχίαν των διὰ τὴν ἐξέλιξιν τῆς ὑποθέσεως καὶ τὰς συνεπείας της ἐπὶ τῆς δημοσίας ζωῆς τῆς χώρας. [458, 84, 582, 232]
article-text: Εἰς δηλώσεις του πρὸς τοὺς δημοσιογράφους ὁ ἀρμόδιος ὑπουργὸς ἐτόνισεν ὅτι ἡ κυβέρνησις δὲν προτίθεται νὰ προβῇ εἰς οὐδεμίαν ἐνέργειαν πρὸ τῆς ὁριστικῆς ἀποφάσεως τῆς Ἱερᾶς Συνόδου, ἐνῷ κατὰ τὰς πληροφορίας μας αἱ διαπραγματεύσεις συνεχίζονται καὶ σήμερον μὲ τὴν συμμετοχὴν τῶν ἁρμοδίων παραγόντων, οἱ ὁποῖοι ἐξέφρασαν τὴν ἀνησυχίαν των διὰ τὴν ἐξέλιξιν τῆς ὑποθέσεως καὶ τὰς συνεπείας της ἐπὶ τῆς δημοσίας ζωῆς τῆς χώρας. [1132, 1751, 1303, 1852]
headline: Ο ΠΡΩΘΥΠΟΥΡΓΟΣ ΤΗΣ ΑΛΒΑΝΙΑΣ ΜΕΤΕΒΗ ΕΙΣ ΠΕΚΙΝΟΝ [465, 1217, 575, 1261]
article-text: Εἰς δηλώσεις του πρὸς τοὺς δημοσιογράφους ὁ ἀρμόδιος ὑπουργὸς ἐτόνισεν ὅτι ἡ κυβέρνησις δὲν προτίθεται νὰ προβῇ εἰς οὐδεμίαν ἐνέργειαν πρὸ τῆς ὁριστικῆς ἀποφάσεως τῆς Ἱερᾶς Συνόδου, ἐνῷ κατὰ τὰς πληροφορίας μας αἱ διαπραγματεύσεις συνεχίζονται καὶ σήμερον μὲ τὴν συμμετοχὴν τῶν ἁρμοδίων παραγόντων, οἱ ὁποῖοι ἐξέφρασαν τὴν ἀνησυχίαν των διὰ τὴν ἐξέλιξιν τῆς ὑποθέσεως καὶ τὰς συνεπείας της ἐπὶ τῆς δημοσίας ζωῆς τῆς χώρας. [590, 622, 765, 724]
article-text: Εἰς δηλώσεις του πρὸς τοὺς δημοσιογράφους ὁ ἀρμόδιος ὑπουργὸς ἐτόνισεν ὅτι ἡ κυβέρνησις δὲν προτίθεται νὰ προβῇ εἰς οὐδεμίαν ἐνέργειαν πρὸ τῆς ὁριστικῆς ἀποφάσεως τῆς Ἱερᾶς Συνόδου, ἐνῷ κατὰ τὰς πληροφορίας μας αἱ διαπραγματεύσεις συνεχίζονται καὶ σήμερον μὲ τὴν συμμετοχὴν τῶν ἁρμοδίων παραγόντων, οἱ ὁποῖοι ἐξέφρασαν τὴν ἀνησυχίαν των διὰ τὴν ἐξέλιξιν τῆς ὑποθέσεως καὶ τὰς συνεπείας της ἐπὶ τῆς δημοσίας ζωῆς τῆς χώρας. [770, 1332, 944, 1424]
article-text: Εἰς δηλώσεις του πρὸς τοὺς δημοσιογράφους ὁ ἀρμόδιος ὑπουργὸς ἐτόνισεν ὅτι ἡ κυβέρνησις δὲν προτίθεται νὰ προβῇ εἰς οὐδεμίαν ἐνέργειαν πρὸ τῆς ὁριστικῆς ἀποφάσεως τῆς Ἱερᾶς Συνόδου, ἐνῷ κατὰ τὰς πληροφορίας μας αἱ διαπραγματεύσεις συνεχίζονται καὶ σήμερον μὲ τὴν συμμετοχὴν τῶν ἁρμοδίων παραγόντων, οἱ ὁποῖοι ἐξέφρασαν τὴν ἀνησυχίαν των διὰ τὴν ἐξέλιξιν τῆς ὑποθέσεως καὶ τὰς συνεπείας της ἐπὶ τῆς δημοσίας ζωῆς τῆς χώρας. [176, 1687, 312, 1825]
article-text: Εἰς δηλώσεις του πρὸς τοὺς δημοσιογράφους ὁ ἀρμόδιος ὑπουργὸς ἐτόνισεν ὅτι ἡ κυβέρνησις δὲν προτίθεται νὰ προβῇ εἰς οὐδεμίαν ἐνέργειαν πρὸ τῆς ὁριστικῆς ἀποφάσεως τῆς Ἱερᾶς Συνόδου, ἐνῷ κατὰ τὰς πληροφορίας μας αἱ διαπραγματεύσεις συνεχίζονται καὶ σήμερον μὲ τὴν συμμετοχὴν τῶν ἁρμοδίων παραγόντων, οἱ ὁποῖοι ἐξέφρασαν τὴν ἀνησυχίαν των διὰ τὴν ἐξέλιξιν τῆς ὑποθέσεως καὶ τὰς συνεπείας της ἐπὶ τῆς δημοσίας ζωῆς τῆς χώρας. [950, 1439, 1125, 1531]
article-text: Εἰς δηλώσεις του πρὸς τοὺς δημοσιογράφους ὁ ἀρμόδιος ὑπουργὸς ἐτόνισεν ὅτι ἡ κυβέρνησις δὲν προτίθεται νὰ προβῇ εἰς οὐδεμίαν ἐνέργειαν πρὸ τῆς ὁριστικῆς ἀποφάσεως τῆς Ἱερᾶς Συνόδου, ἐνῷ κατὰ τὰς πληροφορίας μας αἱ διαπραγματεύσεις συνεχίζονται καὶ σήμερον μὲ τὴν συμμετοχὴν τῶν ἁρμοδίων παραγόντων, οἱ ὁποῖοι ἐξέφρασαν τὴν ἀνησυχίαν των διὰ τὴν ἐξέλιξιν τῆς ὑποθέσεως καὶ τὰς συνεπείας της ἐπὶ τῆς δημοσίας ζωῆς τῆς χώρας. [38, 593, 241, 676]
headline-line: ΠΟΛΩΝΙΚΟΝ ΠΛΟΙΟΝ ΕΠΛΗΓΗ ΥΠΟ ΒΟΜΒΩΝ [603, 570, 1111, 593]
article-text: Εἰς δηλώσεις του πρὸς τοὺς δημοσιογράφους ὁ ἀρμόδιος ὑπουργὸς ἐτόνισεν ὅτι ἡ κυβέρνησις δὲν προτίθεται νὰ προβῇ εἰς οὐδεμίαν ἐνέργειαν πρὸ τῆς ὁριστικῆς ἀποφάσεως τῆς Ἱερᾶς Συνόδου, ἐνῷ κατὰ τὰς πληροφορίας μας αἱ διαπραγματεύσεις συνεχίζονται καὶ σήμερον μὲ τὴν συμμετοχὴν τῶν ἁρμοδίων παραγόντων, οἱ ὁποῖοι ἐξέφρασαν τὴν ἀνησυχίαν των διὰ τὴν ἐξέλιξιν τῆς ὑποθέσεως καὶ τὰς συνεπείας της ἐπὶ τῆς δημοσίας ζωῆς τῆς χώρας. [458, 866, 582, 1014]
article-text: Εἰς δηλώσεις του πρὸς τοὺς δημοσιογράφους ὁ ἀρμόδιος ὑπουργὸς ἐτόνισεν ὅτι ἡ κυβέρνησις δὲν προτίθεται νὰ προβῇ εἰς οὐδεμίαν ἐνέργειαν πρὸ τῆς ὁριστικῆς ἀποφάσεως τῆς Ἱερᾶς Συνόδου, ἐνῷ κατὰ τὰς πληροφορίας μας αἱ διαπραγματεύσεις συνεχίζονται καὶ σήμερον μὲ τὴν συμμετοχὴν τῶν ἁρμοδίων παραγόντων, οἱ ὁποῖοι ἐξέφρασαν τὴν ἀνησυχίαν των διὰ τὴν ἐξέλιξιν τῆς ὑποθέσεως καὶ τὰς συνεπείας της ἐπὶ τῆς δημοσίας ζωῆς τῆς χώρας. [1309, 362, 1479, 464]
article-text: Εἰς δηλώσεις του πρὸς τοὺς δημοσιογράφους ὁ ἀρμόδιος ὑπουργὸς ἐτόνισεν ὅτι ἡ κυβέρνησις δὲν προτίθεται νὰ προβῇ εἰς οὐδεμίαν ἐνέργειαν πρὸ τῆς ὁριστικῆς ἀποφάσεως τῆς Ἱερᾶς Συνόδου, ἐνῷ κατὰ τὰς πληροφορίας μας αἱ διαπραγματεύσεις συνεχίζονται καὶ σήμερον μὲ τὴν συμμετοχὴν τῶν ἁρμοδίων παραγόντων, οἱ ὁποῖοι ἐξέφρασαν τὴν ἀνησυχίαν των διὰ τὴν ἐξέλιξιν τῆς ὑποθέσεως καὶ τὰς συνεπείας της ἐπὶ τῆς δημοσίας ζωῆς τῆς χώρας. [1132, 560, 1303, 662]
article-text: Εἰς δηλώσεις του πρὸς τοὺς δημοσιογράφους ὁ ἀρμόδιος ὑπουργὸς ἐτόνισεν ὅτι ἡ κυβέρνησις δὲν προτίθεται νὰ προβῇ εἰς οὐδεμίαν ἐνέργειαν πρὸ τῆς ὁριστικῆς ἀποφάσεως τῆς Ἱερᾶς Συνόδου, ἐνῷ κατὰ τὰς πληροφορίας μας αἱ διαπραγματεύσεις συνεχίζονται καὶ σήμερον μὲ τὴν συμμετοχὴν τῶν ἁρμοδίων παραγόντων, οἱ ὁποῖοι ἐξέφρασαν τὴν ἀνησυχίαν των διὰ τὴν ἐξέλιξιν τῆς ὑποθέσεως καὶ τὰς συνεπείας της ἐπὶ τῆς δημοσίας ζωῆς τῆς χώρας. [1309, 819, 1479, 921]
article-court-students [38, 941, 451, 1066]
article-text: Εἰς δηλώσεις του πρὸς τοὺς δημοσιογράφους ὁ ἀρμόδιος ὑπουργὸς ἐτόνισεν ὅτι ἡ κυβέρνησις δὲν προτίθεται νὰ προβῇ εἰς οὐδεμίαν ἐνέργειαν πρὸ τῆς ὁριστικῆς ἀποφάσεως τῆς Ἱερᾶς Συνόδου, ἐνῷ κατὰ τὰς πληροφορίας μας αἱ διαπραγματεύσεις συνεχίζονται καὶ σήμερον μὲ τὴν συμμετοχὴν τῶν ἁρμοδίων παραγόντων, οἱ ὁποῖοι ἐξέφρασαν τὴν ἀνησυχίαν των διὰ τὴν ἐξέλιξιν τῆς ὑποθέσεως καὶ τὰς συνεπείας της ἐπὶ τῆς δημοσίας ζωῆς τῆς χώρας. [1309, 2013, 1479, 2114]
section-heading: ΟΙ ΚΙΝΔΥΝΟΙ ΠΟΛΕΜΟΥ [985, 718, 1090, 728]
section-heading: ΔΗΛΩΣΕΙΣ ΤΟΥ ΣΑΟ ΤΣΕΙ [802, 349, 912, 360]
obituary-text: Οἱ συγγενεῖς καὶ φίλοι ἀναγγέλλουν τὸν θάνατον τοῦ πολυφιλτάτου των ΓΕΩΡΓΙΟΥ ΝΙΚΟΛΑΙΔΗ [464, 2426, 576, 2464]
article-text: Εἰς δηλώσεις του πρὸς τοὺς δημοσιογράφους ὁ ἀρμόδιος ὑπουργὸς ἐτόνισεν ὅτι ἡ κυβέρνησις δὲν προτίθεται νὰ προβῇ εἰς οὐδεμίαν ἐνέργειαν πρὸ τῆς ὁριστικῆς ἀποφάσεως τῆς Ἱερᾶς Συνόδου, ἐνῷ κατὰ τὰς πληροφορίας μας αἱ διαπραγματεύσεις συνεχίζονται καὶ σήμερον μὲ τὴν συμμετοχὴν τῶν ἁρμοδίων παραγόντων, οἱ ὁποῖοι ἐξέφρασαν τὴν ἀνησυχίαν των διὰ τὴν ἐξέλιξιν τῆς ὑποθέσεως καὶ τὰς συνεπείας της ἐπὶ τῆς δημοσίας ζωῆς τῆς χώρας. [770, 1614, 944, 1706]
article-text: Εἰς δηλώσεις του πρὸς τοὺς δημοσιογράφους ὁ ἀρμόδιος ὑπουργὸς ἐτόνισεν ὅτι ἡ κυβέρνησις δὲν προτίθεται νὰ προβῇ εἰς οὐδεμίαν ἐνέργειαν πρὸ τῆς ὁριστικῆς ἀποφάσεως τῆς Ἱερᾶς Συνόδου, ἐνῷ κατὰ τὰς πληροφορίας μας αἱ διαπραγματεύσεις συνεχίζονται καὶ σήμερον μὲ τὴν συμμετοχὴν τῶν ἁρμοδίων παραγόντων, οἱ ὁποῖοι ἐξέφρασαν τὴν ἀνησυχίαν των διὰ τὴν ἐξέλιξιν τῆς ὑποθέσεως καὶ τὰς συνεπείας της ἐπὶ τῆς δημοσίας ζωῆς τῆς χώρας. [38, 1993, 172, 2131]
headline: ΡΩΣΣΟΣ ΥΦΥΠΟΥΡΓΟΣ ΕΞΩΤΕΡΙΚΩΝ ΜΕΤΕΒΗ ΑΙΦΝΙΔΙΩΣ ΕΙΣ ΤΟ ΛΟΝΔΙΝΟΝ [462, 0, 578, 54]
article-text: Εἰς δηλώσεις του πρὸς τοὺς δημοσιογράφους ὁ ἀρμόδιος ὑπουργὸς ἐτόνισεν ὅτι ἡ κυβέρνησις δὲν προτίθεται νὰ προβῇ εἰς οὐδεμίαν ἐνέργειαν πρὸ τῆς ὁριστικῆς ἀποφάσεως τῆς Ἱερᾶς Συνόδου, ἐνῷ κατὰ τὰς πληροφορίας μας αἱ διαπραγματεύσεις συνεχίζονται καὶ σήμερον μὲ τὴν συμμετοχὴν τῶν ἁρμοδίων παραγόντων, οἱ ὁποῖοι ἐξέφρασαν τὴν ἀνησυχίαν των διὰ τὴν ἐξέλιξιν τῆς ὑποθέσεως καὶ τὰς συνεπείας της ἐπὶ τῆς δημοσίας ζωῆς τῆς χώρας. [38, 415, 241, 507]
article-text: Εἰς δηλώσεις του πρὸς τοὺς δημοσιογράφους ὁ ἀρμόδιος ὑπουργὸς ἐτόνισεν ὅτι ἡ κυβέρνησις δὲν προτίθεται νὰ προβῇ εἰς οὐδεμίαν ἐνέργειαν πρὸ τῆς ὁριστικῆς ἀποφάσεως τῆς Ἱερᾶς Συνόδου, ἐνῷ κατὰ τὰς πληροφορίας μας αἱ διαπραγματεύσεις συνεχίζονται καὶ σήμερον μὲ τὴν συμμετοχὴν τῶν ἁρμοδίων παραγόντων, οἱ ὁποῖοι ἐξέφρασαν τὴν ἀνησυχίαν των διὰ τὴν ἐξέλιξιν τῆς ὑποθέσεως καὶ τὰς συνεπείας της ἐπὶ τῆς δημοσίας ζωῆς τῆς χώρας. [950, 622, 1125, 714]
article-text: Εἰς δηλώσεις του πρὸς τοὺς δημοσιογράφους ὁ ἀρμόδιος ὑπουργὸς ἐτόνισεν ὅτι ἡ κυβέρνησις δὲν προτίθεται νὰ προβῇ εἰς οὐδεμίαν ἐνέργειαν πρὸ τῆς ὁριστικῆς ἀποφάσεως τῆς Ἱερᾶς Συνόδου, ἐνῷ κατὰ τὰς πληροφορίας μας αἱ διαπραγματεύσεις συνεχίζονται καὶ σήμερον μὲ τὴν συμμετοχὴν τῶν ἁρμοδίων παραγόντων, οἱ ὁποῖοι ἐξέφρασαν τὴν ἀνησυχίαν των διὰ τὴν ἐξέλιξιν τῆς ὑποθέσεως καὶ τὰς συνεπείας της ἐπὶ τῆς δημοσίας ζωῆς τῆς χώρας. [770, 1767, 944, 1868]
section-heading: Η ΕΠΑΝΕΝΔΑΡΞΙΣ ΤΩΝ ΣΧΕΣΕΩΝ [1322, 1306, 1466, 1316]
article-text: Εἰς δηλώσεις του πρὸς τοὺς δημοσιογράφους ὁ ἀρμόδιος ὑπουργὸς ἐτόνισεν ὅτι ἡ κυβέρνησις δὲν προτίθεται νὰ προβῇ εἰς οὐδεμίαν ἐνέργειαν πρὸ τῆς ὁριστικῆς ἀποφάσεως τῆς Ἱερᾶς Συνόδου, ἐνῷ κατὰ τὰς πληροφορίας μας αἱ διαπραγματεύσεις συνεχίζονται καὶ σήμερον μὲ τὴν συμμετοχὴν τῶν ἁρμοδίων παραγόντων, οἱ ὁποῖοι ἐξέφρασαν τὴν ἀνησυχίαν των διὰ τὴν ἐξέλιξιν τῆς ὑποθέσεως καὶ τὰς συνεπείας της ἐπὶ τῆς δημοσίας ζωῆς τῆς χώρας. [247, 1421, 451, 1504]
subheadline: Ἡ Κίνα καταγγέλλει τὴν Ρωσσίαν ὅτι ἀκολουθεῖ πολιτικὴν κατευνασμοῦ [603, 98, 1111, 138]
headline: ΟΙ ΡΩΣΣΟΙ ΗΓΕΤΑΙ ΑΝΕΧΩΡΗΣΑΝ ΕΚ ΤΑΣΚΕΝΔΗΣ [467, 1019, 574, 1053]
article-text: Εἰς δηλώσεις του πρὸς τοὺς δημοσιογράφους ὁ ἀρμόδιος ὑπουργὸς ἐτόνισεν ὅτι ἡ κυβέρνησις δὲν προτίθεται νὰ προβῇ εἰς οὐδεμίαν ἐνέργειαν πρὸ τῆς ὁριστικῆς ἀποφάσεως τῆς Ἱερᾶς Συνόδου, ἐνῷ κατὰ τὰς πληροφορίας μας αἱ διαπραγματεύσεις συνεχίζονται καὶ σήμερον μὲ τὴν συμμετοχὴν τῶν ἁρμοδίων παραγόντων, οἱ ὁποῖοι ἐξέφρασαν τὴν ἀνησυχίαν των διὰ τὴν ἐξέλιξιν τῆς ὑποθέσεως καὶ τὰς συνεπείας της ἐπὶ τῆς δημοσίας ζωῆς τῆς χώρας. [770, 622, 944, 714]
article-text: Εἰς δηλώσεις του πρὸς τοὺς δημοσιογράφους ὁ ἀρμόδιος ὑπουργὸς ἐτόνισεν ὅτι ἡ κυβέρνησις δὲν προτίθεται νὰ προβῇ εἰς οὐδεμίαν ἐνέργειαν πρὸ τῆς ὁριστικῆς ἀποφάσεως τῆς Ἱερᾶς Συνόδου, ἐνῷ κατὰ τὰς πληροφορίας μας αἱ διαπραγματεύσεις συνεχίζονται καὶ σήμερον μὲ τὴν συμμετοχὴν τῶν ἁρμοδίων παραγόντων, οἱ ὁποῖοι ἐξέφρασαν τὴν ἀνησυχίαν των διὰ τὴν ἐξέλιξιν τῆς ὑποθέσεως καὶ τὰς συνεπείας της ἐπὶ τῆς δημοσίας ζωῆς τῆς χώρας. [38, 1389, 242, 1481]
article-text: Εἰς δηλώσεις του πρὸς τοὺς δημοσιογράφους ὁ ἀρμόδιος ὑπουργὸς ἐτόνισεν ὅτι ἡ κυβέρνησις δὲν προτίθεται νὰ προβῇ εἰς οὐδεμίαν ἐνέργειαν πρὸ τῆς ὁριστικῆς ἀποφάσεως τῆς Ἱερᾶς Συνόδου, ἐνῷ κατὰ τὰς πληροφορίας μας αἱ διαπραγματεύσεις συνεχίζονται καὶ σήμερον μὲ τὴν συμμετοχὴν τῶν ἁρμοδίων παραγόντων, οἱ ὁποῖοι ἐξέφρασαν τὴν ἀνησυχίαν των διὰ τὴν ἐξέλιξιν τῆς ὑποθέσεως καὶ τὰς συνεπείας της ἐπὶ τῆς δημοσίας ζωῆς τῆς χώρας. [1309, 1201, 1479, 1302]
dateline: ΑΘΗΝΑΙ, 28.— [38, 183, 103, 192]
article-text: Εἰς δηλώσεις του πρὸς τοὺς δημοσιογράφους ὁ ἀρμόδιος ὑπουργὸς ἐτόνισεν ὅτι ἡ κυβέρνησις δὲν προτίθεται νὰ προβῇ εἰς οὐδεμίαν ἐνέργειαν πρὸ τῆς ὁριστικῆς ἀποφάσεως τῆς Ἱερᾶς Συνόδου, ἐνῷ κατὰ τὰς πληροφορίας μας αἱ διαπραγματεύσεις συνεχίζονται καὶ σήμερον μὲ τὴν συμμετοχὴν τῶν ἁρμοδίων παραγόντων, οἱ ὁποῖοι ἐξέφρασαν τὴν ἀνησυχίαν των διὰ τὴν ἐξέλιξιν τῆς ὑποθέσεως καὶ τὰς συνεπείας της ἐπὶ τῆς δημοσίας ζωῆς τῆς χώρας. [770, 729, 944, 821]
dateline: ΣΑΪΓΚΩΝ, 28. (Ρώυτερ).— [590, 146, 697, 156]
article-syria-bulgaria [38, 1076, 451, 1201]
article-text: Εἰς δηλώσεις του πρὸς τοὺς δημοσιογράφους ὁ ἀρμόδιος ὑπουργὸς ἐτόνισεν ὅτι ἡ κυβέρνησις δὲν προτίθεται νὰ προβῇ εἰς οὐδεμίαν ἐνέργειαν πρὸ τῆς ὁριστικῆς ἀποφάσεως τῆς Ἱερᾶς Συνόδου, ἐνῷ κατὰ τὰς πληροφορίας μας αἱ διαπραγματεύσεις συνεχίζονται καὶ σήμερον μὲ τὴν συμμετοχὴν τῶν ἁρμοδίων παραγόντων, οἱ ὁποῖοι ἐξέφρασαν τὴν ἀνησυχίαν των διὰ τὴν ἐξέλιξιν τῆς ὑποθέσεως καὶ τὰς συνεπείας της ἐπὶ τῆς δημοσίας ζωῆς τῆς χώρας. [1132, 139, 1303, 250]
article-text: Εἰς δηλώσεις του πρὸς τοὺς δημοσιογράφους ὁ ἀρμόδιος ὑπουργὸς ἐτόνισεν ὅτι ἡ κυβέρνησις δὲν προτίθεται νὰ προβῇ εἰς οὐδεμίαν ἐνέργειαν πρὸ τῆς ὁριστικῆς ἀποφάσεως τῆς Ἱερᾶς Συνόδου, ἐνῷ κατὰ τὰς πληροφορίας μας αἱ διαπραγματεύσεις συνεχίζονται καὶ σήμερον μὲ τὴν συμμετοχὴν τῶν ἁρμοδίων παραγόντων, οἱ ὁποῖοι ἐξέφρασαν τὴν ἀνησυχίαν των διὰ τὴν ἐξέλιξιν τῆς ὑποθέσεως καὶ τὰς συνεπείας της ἐπὶ τῆς δημοσίας ζωῆς τῆς χώρας. [1132, 1300, 1303, 1401]
article-pieria-shepherd [38, 1516, 451, 2134]
article-text: Εἰς δηλώσεις του πρὸς τοὺς δημοσιογράφους ὁ ἀρμόδιος ὑπουργὸς ἐτόνισεν ὅτι ἡ κυβέρνησις δὲν προτίθεται νὰ προβῇ εἰς οὐδεμίαν ἐνέργειαν πρὸ τῆς ὁριστικῆς ἀποφάσεως τῆς Ἱερᾶς Συνόδου, ἐνῷ κατὰ τὰς πληροφορίας μας αἱ διαπραγματεύσεις συνεχίζονται καὶ σήμερον μὲ τὴν συμμετοχὴν τῶν ἁρμοδίων παραγόντων, οἱ ὁποῖοι ἐξέφρασαν τὴν ἀνησυχίαν των διὰ τὴν ἐξέλιξιν τῆς ὑποθέσεως καὶ τὰς συνεπείας της ἐπὶ τῆς δημοσίας ζωῆς τῆς χώρας. [38, 848, 241, 930]
article-text: Εἰς δηλώσεις του πρὸς τοὺς δημοσιογράφους ὁ ἀρμόδιος ὑπουργὸς ἐτόνισεν ὅτι ἡ κυβέρνησις δὲν προτίθεται νὰ προβῇ εἰς οὐδεμίαν ἐνέργειαν πρὸ τῆς ὁριστικῆς ἀποφάσεως τῆς Ἱερᾶς Συνόδου, ἐνῷ κατὰ τὰς πληροφορίας μας αἱ διαπραγματεύσεις συνεχίζονται καὶ σήμερον μὲ τὴν συμμετοχὴν τῶν ἁρμοδίων παραγόντων, οἱ ὁποῖοι ἐξέφρασαν τὴν ἀνησυχίαν των διὰ τὴν ἐξέλιξιν τῆς ὑποθέσεως καὶ τὰς συνεπείας της ἐπὶ τῆς δημοσίας ζωῆς τῆς χώρας. [950, 360, 1125, 452]
section-heading: Η ΕΠΑΝΑΡΞΙΣ ΤΩΝ «ΜΙΓΚ» [978, 349, 1096, 360]
subheadline: ΝΕΑ ΦΥΛΑΚΙΑ ΑΝΗΓΕΙΡΑΝ ΑΙ ΟΜΑΔΕΣ ΣΤΑΣΙΑΣΤΩΝ [1165, 87, 1447, 123]
article-text: Εἰς δηλώσεις του πρὸς τοὺς δημοσιογράφους ὁ ἀρμόδιος ὑπουργὸς ἐτόνισεν ὅτι ἡ κυβέρνησις δὲν προτίθεται νὰ προβῇ εἰς οὐδεμίαν ἐνέργειαν πρὸ τῆς ὁριστικῆς ἀποφάσεως τῆς Ἱερᾶς Συνόδου, ἐνῷ κατὰ τὰς πληροφορίας μας αἱ διαπραγματεύσεις συνεχίζονται καὶ σήμερον μὲ τὴν συμμετοχὴν τῶν ἁρμοδίων παραγόντων, οἱ ὁποῖοι ἐξέφρασαν τὴν ἀνησυχίαν των διὰ τὴν ἐξέλιξιν τῆς ὑποθέσεως καὶ τὰς συνεπείας της ἐπὶ τῆς δημοσίας ζωῆς τῆς χώρας. [590, 819, 764, 911]
section-heading: ΑΙ ΑΠΟΣΤΡΑΤΕΙΑΙ [637, 1159, 716, 1170]
headline-line: ΕΚ ΤΗΣ ΤΡΟΜΕΡΑΣ ΕΚΡΗΞΕΩΣ ΗΦΑΙΣΤΕΙΟΥ [681, 1731, 1034, 1749]
article-text: Εἰς δηλώσεις του πρὸς τοὺς δημοσιογράφους ὁ ἀρμόδιος ὑπουργὸς ἐτόνισεν ὅτι ἡ κυβέρνησις δὲν προτίθεται νὰ προβῇ εἰς οὐδεμίαν ἐνέργειαν πρὸ τῆς ὁριστικῆς ἀποφάσεως τῆς Ἱερᾶς Συνόδου, ἐνῷ κατὰ τὰς πληροφορίας μας αἱ διαπραγματεύσεις συνεχίζονται καὶ σήμερον μὲ τὴν συμμετοχὴν τῶν ἁρμοδίων παραγόντων, οἱ ὁποῖοι ἐξέφρασαν τὴν ἀνησυχίαν των διὰ τὴν ἐξέλιξιν τῆς ὑποθέσεως καὶ τὰς συνεπείας της ἐπὶ τῆς δημοσίας ζωῆς τῆς χώρας. [247, 838, 451, 921]
headline-line: ΤΑΣ ΓΡΑΜΜΑΣ ΕΦΟΔΙΑΣΜΟΥ ΤΩΝ ΒΙΕΤ ΚΟΓΚ [590, 68, 1124, 92]
subheadline: Η ΚΥΒΕΡΝΗΣΙΣ ΥΠΑΝΑΧΩΡΕΙ ΑΡΝΟΥΜΕΝΗ ΝΑ ΚΑΤΑΘΕΣΗ ΤΗΝ ΜΕΤΑΒΑΤΙΚΗΝ ΔΙΑΤΑΞΙΝ [64, 138, 424, 176]
article-text: Εἰς δηλώσεις του πρὸς τοὺς δημοσιογράφους ὁ ἀρμόδιος ὑπουργὸς ἐτόνισεν ὅτι ἡ κυβέρνησις δὲν προτίθεται νὰ προβῇ εἰς οὐδεμίαν ἐνέργειαν πρὸ τῆς ὁριστικῆς ἀποφάσεως τῆς Ἱερᾶς Συνόδου, ἐνῷ κατὰ τὰς πληροφορίας μας αἱ διαπραγματεύσεις συνεχίζονται καὶ σήμερον μὲ τὴν συμμετοχὴν τῶν ἁρμοδίων παραγόντων, οἱ ὁποῖοι ἐξέφρασαν τὴν ἀνησυχίαν των διὰ τὴν ἐξέλιξιν τῆς ὑποθέσεως καὶ τὰς συνεπείας της ἐπὶ τῆς δημοσίας ζωῆς τῆς χώρας. [316, 1547, 452, 1685]
article-text: Εἰς δηλώσεις του πρὸς τοὺς δημοσιογράφους ὁ ἀρμόδιος ὑπουργὸς ἐτόνισεν ὅτι ἡ κυβέρνησις δὲν προτίθεται νὰ προβῇ εἰς οὐδεμίαν ἐνέργειαν πρὸ τῆς ὁριστικῆς ἀποφάσεως τῆς Ἱερᾶς Συνόδου, ἐνῷ κατὰ τὰς πληροφορίας μας αἱ διαπραγματεύσεις συνεχίζονται καὶ σήμερον μὲ τὴν συμμετοχὴν τῶν ἁρμοδίων παραγόντων, οἱ ὁποῖοι ἐξέφρασαν τὴν ἀνησυχίαν των διὰ τὴν ἐξέλιξιν τῆς ὑποθέσεως καὶ τὰς συνεπείας της ἐπὶ τῆς δημοσίας ζωῆς τῆς χώρας. [38, 1560, 172, 1698]
article-text: Εἰς δηλώσεις του πρὸς τοὺς δημοσιογράφους ὁ ἀρμόδιος ὑπουργὸς ἐτόνισεν ὅτι ἡ κυβέρνησις δὲν προτίθεται νὰ προβῇ εἰς οὐδεμίαν ἐνέργειαν πρὸ τῆς ὁριστικῆς ἀποφάσεως τῆς Ἱερᾶς Συνόδου, ἐνῷ κατὰ τὰς πληροφορίας μας αἱ διαπραγματεύσεις συνεχίζονται καὶ σήμερον μὲ τὴν συμμετοχὴν τῶν ἁρμοδίων παραγόντων, οἱ ὁποῖοι ἐξέφρασαν τὴν ἀνησυχίαν των διὰ τὴν ἐξέλιξιν τῆς ὑποθέσεως καὶ τὰς συνεπείας της ἐπὶ τῆς δημοσίας ζωῆς τῆς χώρας. [38, 509, 241, 591]
article-text: Εἰς δηλώσεις του πρὸς τοὺς δημοσιογράφους ὁ ἀρμόδιος ὑπουργὸς ἐτόνισεν ὅτι ἡ κυβέρνησις δὲν προτίθεται νὰ προβῇ εἰς οὐδεμίαν ἐνέργειαν πρὸ τῆς ὁριστικῆς ἀποφάσεως τῆς Ἱερᾶς Συνόδου, ἐνῷ κατὰ τὰς πληροφορίας μας αἱ διαπραγματεύσεις συνεχίζονται καὶ σήμερον μὲ τὴν συμμετοχὴν τῶν ἁρμοδίων παραγόντων, οἱ ὁποῖοι ἐξέφρασαν τὴν ἀνησυχίαν των διὰ τὴν ἐξέλιξιν τῆς ὑποθέσεως καὶ τὰς συνεπείας της ἐπὶ τῆς δημοσίας ζωῆς τῆς χώρας. [590, 726, 764, 818]
article-turkey-bosporus [1132, 776, 1479, 1147]
article-text: Εἰς δηλώσεις του πρὸς τοὺς δημοσιογράφους ὁ ἀρμόδιος ὑπουργὸς ἐτόνισεν ὅτι ἡ κυβέρνησις δὲν προτίθεται νὰ προβῇ εἰς οὐδεμίαν ἐνέργειαν πρὸ τῆς ὁριστικῆς ἀποφάσεως τῆς Ἱερᾶς Συνόδου, ἐνῷ κατὰ τὰς πληροφορίας μας αἱ διαπραγματεύσεις συνεχίζονται καὶ σήμερον μὲ τὴν συμμετοχὴν τῶν ἁρμοδίων παραγόντων, οἱ ὁποῖοι ἐξέφρασαν τὴν ἀνησυχίαν των διὰ τὴν ἐξέλιξιν τῆς ὑποθέσεως καὶ τὰς συνεπείας της ἐπὶ τῆς δημοσίας ζωῆς τῆς χώρας. [1132, 1187, 1303, 1298]
article-athens-bomb [38, 372, 451, 932]
article-text: Εἰς δηλώσεις του πρὸς τοὺς δημοσιογράφους ὁ ἀρμόδιος ὑπουργὸς ἐτόνισεν ὅτι ἡ κυβέρνησις δὲν προτίθεται νὰ προβῇ εἰς οὐδεμίαν ἐνέργειαν πρὸ τῆς ὁριστικῆς ἀποφάσεως τῆς Ἱερᾶς Συνόδου, ἐνῷ κατὰ τὰς πληροφορίας μας αἱ διαπραγματεύσεις συνεχίζονται καὶ σήμερον μὲ τὴν συμμετοχὴν τῶν ἁρμοδίων παραγόντων, οἱ ὁποῖοι ἐξέφρασαν τὴν ἀνησυχίαν των διὰ τὴν ἐξέλιξιν τῆς ὑποθέσεως καὶ τὰς συνεπείας της ἐπὶ τῆς δημοσίας ζωῆς τῆς χώρας. [1132, 829, 1303, 940]
article-text: Εἰς δηλώσεις του πρὸς τοὺς δημοσιογράφους ὁ ἀρμόδιος ὑπουργὸς ἐτόνισεν ὅτι ἡ κυβέρνησις δὲν προτίθεται νὰ προβῇ εἰς οὐδεμίαν ἐνέργειαν πρὸ τῆς ὁριστικῆς ἀποφάσεως τῆς Ἱερᾶς Συνόδου, ἐνῷ κατὰ τὰς πληροφορίας μας αἱ διαπραγματεύσεις συνεχίζονται καὶ σήμερον μὲ τὴν συμμετοχὴν τῶν ἁρμοδίων παραγόντων, οἱ ὁποῖοι ἐξέφρασαν τὴν ἀνησυχίαν των διὰ τὴν ἐξέλιξιν τῆς ὑποθέσεως καὶ τὰς συνεπείας της ἐπὶ τῆς δημοσίας ζωῆς τῆς χώρας. [458, 2058, 582, 2205]
article-text: Εἰς δηλώσεις του πρὸς τοὺς δημοσιογράφους ὁ ἀρμόδιος ὑπουργὸς ἐτόνισεν ὅτι ἡ κυβέρνησις δὲν προτίθεται νὰ προβῇ εἰς οὐδεμίαν ἐνέργειαν πρὸ τῆς ὁριστικῆς ἀποφάσεως τῆς Ἱερᾶς Συνόδου, ἐνῷ κατὰ τὰς πληροφορίας μας αἱ διαπραγματεύσεις συνεχίζονται καὶ σήμερον μὲ τὴν συμμετοχὴν τῶν ἁρμοδίων παραγόντων, οἱ ὁποῖοι ἐξέφρασαν τὴν ἀνησυχίαν των διὰ τὴν ἐξέλιξιν τῆς ὑποθέσεως καὶ τὰς συνεπείας της ἐπὶ τῆς δημοσίας ζωῆς τῆς χώρας. [770, 360, 944, 452]
article-text: Εἰς δηλώσεις του πρὸς τοὺς δημοσιογράφους ὁ ἀρμόδιος ὑπουργὸς ἐτόνισεν ὅτι ἡ κυβέρνησις δὲν προτίθεται νὰ προβῇ εἰς οὐδεμίαν ἐνέργειαν πρὸ τῆς ὁριστικῆς ἀποφάσεως τῆς Ἱερᾶς Συνόδου, ἐνῷ κατὰ τὰς πληροφορίας μας αἱ διαπραγματεύσεις συνεχίζονται καὶ σήμερον μὲ τὴν συμμετοχὴν τῶν ἁρμοδίων παραγόντων, οἱ ὁποῖοι ἐξέφρασαν τὴν ἀνησυχίαν των διὰ τὴν ἐξέλιξιν τῆς ὑποθέσεως καὶ τὰς συνεπείας της ἐπὶ τῆς δημοσίας ζωῆς τῆς χώρας. [770, 1238, 944, 1330]
article-text: Εἰς δηλώσεις του πρὸς τοὺς δημοσιογράφους ὁ ἀρμόδιος ὑπουργὸς ἐτόνισεν ὅτι ἡ κυβέρνησις δὲν προτίθεται νὰ προβῇ εἰς οὐδεμίαν ἐνέργειαν πρὸ τῆς ὁριστικῆς ἀποφάσεως τῆς Ἱερᾶς Συνόδου, ἐνῷ κατὰ τὰς πληροφορίας μας αἱ διαπραγματεύσεις συνεχίζονται καὶ σήμερον μὲ τὴν συμμετοχὴν τῶν ἁρμοδίων παραγόντων, οἱ ὁποῖοι ἐξέφρασαν τὴν ἀνησυχίαν των διὰ τὴν ἐξέλιξιν τῆς ὑποθέσεως καὶ τὰς συνεπείας της ἐπὶ τῆς δημοσίας ζωῆς τῆς χώρας. [1132, 941, 1303, 1042]
dateline: ΡΩΜΗ, 28, (Ἀσσ. Πρές).— [247, 1243, 358, 1252]
section-heading: ΝΕΑΙ ΔΗΛΩΣΕΙΣ ΤΟΥ ΡΑΙΗΚ [796, 718, 918, 728]
headline: Ο ΚΤΕ ΜΥΡΙΑ ΕΟΡΤΑΣΘΗ ΕΙΣ ΤΗΝ ΣΟΦΙΑΝ [462, 386, 578, 420]
article-italian-parliament [38, 1211, 451, 1506]
subheadline: Δριμύτατα κατακρίνει τὴν κυβέρνησιν ἡ ἐκτελεστικὴ ἐπιτροπὴ τῆς Ε. Δ. Α. [590, 1005, 1124, 1044]
headline [590, 936, 1125, 1002]
article-text: Εἰς δηλώσεις του πρὸς τοὺς δημοσιογράφους ὁ ἀρμόδιος ὑπουργὸς ἐτόνισεν ὅτι ἡ κυβέρνησις δὲν προτίθεται νὰ προβῇ εἰς οὐδεμίαν ἐνέργειαν πρὸ τῆς ὁριστικῆς ἀποφάσεως τῆς Ἱερᾶς Συνόδου, ἐνῷ κατὰ τὰς πληροφορίας μας αἱ διαπραγματεύσεις συνεχίζονται καὶ σήμερον μὲ τὴν συμμετοχὴν τῶν ἁρμοδίων παραγόντων, οἱ ὁποῖοι ἐξέφρασαν τὴν ἀνησυχίαν των διὰ τὴν ἐξέλιξιν τῆς ὑποθέσεως καὶ τὰς συνεπείας της ἐπὶ τῆς δημοσίας ζωῆς τῆς χώρας. [590, 146, 765, 248]
headline-line: ΥΠΕΡΦΟΡΥΡΙΑ ΕΙΣΕΔΥΣΑΝ ΕΙΣ ΒΟΡ. ΒΙΕΤΝΑΜ [646, 0, 1068, 46]
article-text: Εἰς δηλώσεις του πρὸς τοὺς δημοσιογράφους ὁ ἀρμόδιος ὑπουργὸς ἐτόνισεν ὅτι ἡ κυβέρνησις δὲν προτίθεται νὰ προβῇ εἰς οὐδεμίαν ἐνέργειαν πρὸ τῆς ὁριστικῆς ἀποφάσεως τῆς Ἱερᾶς Συνόδου, ἐνῷ κατὰ τὰς πληροφορίας μας αἱ διαπραγματεύσεις συνεχίζονται καὶ σήμερον μὲ τὴν συμμετοχὴν τῶν ἁρμοδίων παραγόντων, οἱ ὁποῖοι ἐξέφρασαν τὴν ἀνησυχίαν των διὰ τὴν ἐξέλιξιν τῆς ὑποθέσεως καὶ τὰς συνεπείας της ἐπὶ τῆς δημοσίας ζωῆς τῆς χώρας. [1132, 355, 1303, 456]
article-text: Εἰς δηλώσεις του πρὸς τοὺς δημοσιογράφους ὁ ἀρμόδιος ὑπουργὸς ἐτόνισεν ὅτι ἡ κυβέρνησις δὲν προτίθεται νὰ προβῇ εἰς οὐδεμίαν ἐνέργειαν πρὸ τῆς ὁριστικῆς ἀποφάσεως τῆς Ἱερᾶς Συνόδου, ἐνῷ κατὰ τὰς πληροφορίας μας αἱ διαπραγματεύσεις συνεχίζονται καὶ σήμερον μὲ τὴν συμμετοχὴν τῶν ἁρμοδίων παραγόντων, οἱ ὁποῖοι ἐξέφρασαν τὴν ἀνησυχίαν των διὰ τὴν ἐξέλιξιν τῆς ὑποθέσεως καὶ τὰς συνεπείας της ἐπὶ τῆς δημοσίας ζωῆς τῆς χώρας. [1309, 259, 1479, 360]
article-text: Εἰς δηλώσεις του πρὸς τοὺς δημοσιογράφους ὁ ἀρμόδιος ὑπουργὸς ἐτόνισεν ὅτι ἡ κυβέρνησις δὲν προτίθεται νὰ προβῇ εἰς οὐδεμίαν ἐνέργειαν πρὸ τῆς ὁριστικῆς ἀποφάσεως τῆς Ἱερᾶς Συνόδου, ἐνῷ κατὰ τὰς πληροφορίας μας αἱ διαπραγματεύσεις συνεχίζονται καὶ σήμερον μὲ τὴν συμμετοχὴν τῶν ἁρμοδίων παραγόντων, οἱ ὁποῖοι ἐξέφρασαν τὴν ἀνησυχίαν των διὰ τὴν ἐξέλιξιν τῆς ὑποθέσεως καὶ τὰς συνεπείας της ἐπὶ τῆς δημοσίας ζωῆς τῆς χώρας. [247, 972, 451, 1055]
article-text: Εἰς δηλώσεις του πρὸς τοὺς δημοσιογράφους ὁ ἀρμόδιος ὑπουργὸς ἐτόνισεν ὅτι ἡ κυβέρνησις δὲν προτίθεται νὰ προβῇ εἰς οὐδεμίαν ἐνέργειαν πρὸ τῆς ὁριστικῆς ἀποφάσεως τῆς Ἱερᾶς Συνόδου, ἐνῷ κατὰ τὰς πληροφορίας μας αἱ διαπραγματεύσεις συνεχίζονται καὶ σήμερον μὲ τὴν συμμετοχὴν τῶν ἁρμοδίων παραγόντων, οἱ ὁποῖοι ἐξέφρασαν τὴν ἀνησυχίαν των διὰ τὴν ἐξέλιξιν τῆς ὑποθέσεως καὶ τὰς συνεπείας της ἐπὶ τῆς δημοσίας ζωῆς τῆς χώρας. [1132, 2228, 1303, 2330]
article-text: Εἰς δηλώσεις του πρὸς τοὺς δημοσιογράφους ὁ ἀρμόδιος ὑπουργὸς ἐτόνισεν ὅτι ἡ κυβέρνησις δὲν προτίθεται νὰ προβῇ εἰς οὐδεμίαν ἐνέργειαν πρὸ τῆς ὁριστικῆς ἀποφάσεως τῆς Ἱερᾶς Συνόδου, ἐνῷ κατὰ τὰς πληροφορίας μας αἱ διαπραγματεύσεις συνεχίζονται καὶ σήμερον μὲ τὴν συμμετοχὴν τῶν ἁρμοδίων παραγόντων, οἱ ὁποῖοι ἐξέφρασαν τὴν ἀνησυχίαν των διὰ τὴν ἐξέλιξιν τῆς ὑποθέσεως καὶ τὰς συνεπείας της ἐπὶ τῆς δημοσίας ζωῆς τῆς χώρας. [458, 1271, 582, 1418]
article-text: Εἰς δηλώσεις του πρὸς τοὺς δημοσιογράφους ὁ ἀρμόδιος ὑπουργὸς ἐτόνισεν ὅτι ἡ κυβέρνησις δὲν προτίθεται νὰ προβῇ εἰς οὐδεμίαν ἐνέργειαν πρὸ τῆς ὁριστικῆς ἀποφάσεως τῆς Ἱερᾶς Συνόδου, ἐνῷ κατὰ τὰς πληροφορίας μας αἱ διαπραγματεύσεις συνεχίζονται καὶ σήμερον μὲ τὴν συμμετοχὴν τῶν ἁρμοδίων παραγόντων, οἱ ὁποῖοι ἐξέφρασαν τὴν ἀνησυχίαν των διὰ τὴν ἐξέλιξιν τῆς ὑποθέσεως καὶ τὰς συνεπείας της ἐπὶ τῆς δημοσίας ζωῆς τῆς χώρας. [950, 1345, 1125, 1437]
article-text: Εἰς δηλώσεις του πρὸς τοὺς δημοσιογράφους ὁ ἀρμόδιος ὑπουργὸς ἐτόνισεν ὅτι ἡ κυβέρνησις δὲν προτίθεται νὰ προβῇ εἰς οὐδεμίαν ἐνέργειαν πρὸ τῆς ὁριστικῆς ἀποφάσεως τῆς Ἱερᾶς Συνόδου, ἐνῷ κατὰ τὰς πληροφορίας μας αἱ διαπραγματεύσεις συνεχίζονται καὶ σήμερον μὲ τὴν συμμετοχὴν τῶν ἁρμοδίων παραγόντων, οἱ ὁποῖοι ἐξέφρασαν τὴν ἀνησυχίαν των διὰ τὴν ἐξέλιξιν τῆς ὑποθέσεως καὶ τὰς συνεπείας της ἐπὶ τῆς δημοσίας ζωῆς τῆς χώρας. [247, 1243, 451, 1335]
article-text: Εἰς δηλώσεις του πρὸς τοὺς δημοσιογράφους ὁ ἀρμόδιος ὑπουργὸς ἐτόνισεν ὅτι ἡ κυβέρνησις δὲν προτίθεται νὰ προβῇ εἰς οὐδεμίαν ἐνέργειαν πρὸ τῆς ὁριστικῆς ἀποφάσεως τῆς Ἱερᾶς Συνόδου, ἐνῷ κατὰ τὰς πληροφορίας μας αἱ διαπραγματεύσεις συνεχίζονται καὶ σήμερον μὲ τὴν συμμετοχὴν τῶν ἁρμοδίων παραγόντων, οἱ ὁποῖοι ἐξέφρασαν τὴν ἀνησυχίαν των διὰ τὴν ἐξέλιξιν τῆς ὑποθέσεως καὶ τὰς συνεπείας της ἐπὶ τῆς δημοσίας ζωῆς τῆς χώρας. [590, 1572, 764, 1664]
article-text: Εἰς δηλώσεις του πρὸς τοὺς δημοσιογράφους ὁ ἀρμόδιος ὑπουργὸς ἐτόνισεν ὅτι ἡ κυβέρνησις δὲν προτίθεται νὰ προβῇ εἰς οὐδεμίαν ἐνέργειαν πρὸ τῆς ὁριστικῆς ἀποφάσεως τῆς Ἱερᾶς Συνόδου, ἐνῷ κατὰ τὰς πληροφορίας μας αἱ διαπραγματεύσεις συνεχίζονται καὶ σήμερον μὲ τὴν συμμετοχὴν τῶν ἁρμοδίων παραγόντων, οἱ ὁποῖοι ἐξέφρασαν τὴν ἀνησυχίαν των διὰ τὴν ἐξέλιξιν τῆς ὑποθέσεως καὶ τὰς συνεπείας της ἐπὶ τῆς δημοσίας ζωῆς τῆς χώρας. [590, 344, 764, 436]
section-heading: ΑΙ ΑΣΚΗΣΕΙΣ ΤΗΣ ΔΕΞΙΑΣ [621, 1360, 732, 1370]
section-heading: ΣΥΝΕΛΕΥΣΙΣ ΑΓΓΛΙΑΣ [1346, 248, 1442, 258]
article-text: Εἰς δηλώσεις του πρὸς τοὺς δημοσιογράφους ὁ ἀρμόδιος ὑπουργὸς ἐτόνισεν ὅτι ἡ κυβέρνησις δὲν προτίθεται νὰ προβῇ εἰς οὐδεμίαν ἐνέργειαν πρὸ τῆς ὁριστικῆς ἀποφάσεως τῆς Ἱερᾶς Συνόδου, ἐνῷ κατὰ τὰς πληροφορίας μας αἱ διαπραγματεύσεις συνεχίζονται καὶ σήμερον μὲ τὴν συμμετοχὴν τῶν ἁρμοδίων παραγόντων, οἱ ὁποῖοι ἐξέφρασαν τὴν ἀνησυχίαν των διὰ τὴν ἐξέλιξιν τῆς ὑποθέσεως καὶ τὰς συνεπείας της ἐπὶ τῆς δημοσίας ζωῆς τῆς χώρας. [458, 2255, 582, 2401]
article-text: Εἰς δηλώσεις του πρὸς τοὺς δημοσιογράφους ὁ ἀρμόδιος ὑπουργὸς ἐτόνισεν ὅτι ἡ κυβέρνησις δὲν προτίθεται νὰ προβῇ εἰς οὐδεμίαν ἐνέργειαν πρὸ τῆς ὁριστικῆς ἀποφάσεως τῆς Ἱερᾶς Συνόδου, ἐνῷ κατὰ τὰς πληροφορίας μας αἱ διαπραγματεύσεις συνεχίζονται καὶ σήμερον μὲ τὴν συμμετοχὴν τῶν ἁρμοδίων παραγόντων, οἱ ὁποῖοι ἐξέφρασαν τὴν ἀνησυχίαν των διὰ τὴν ἐξέλιξιν τῆς ὑποθέσεως καὶ τὰς συνεπείας της ἐπὶ τῆς δημοσίας ζωῆς τῆς χώρας. [590, 1171, 764, 1263]
continuation-label: ΣΥΝΕΧΕΙΑ [654, 1052, 699, 1063]
article-text: Εἰς δηλώσεις του πρὸς τοὺς δημοσιογράφους ὁ ἀρμόδιος ὑπουργὸς ἐτόνισεν ὅτι ἡ κυβέρνησις δὲν προτίθεται νὰ προβῇ εἰς οὐδεμίαν ἐνέργειαν πρὸ τῆς ὁριστικῆς ἀποφάσεως τῆς Ἱερᾶς Συνόδου, ἐνῷ κατὰ τὰς πληροφορίας μας αἱ διαπραγματεύσεις συνεχίζονται καὶ σήμερον μὲ τὴν συμμετοχὴν τῶν ἁρμοδίων παραγόντων, οἱ ὁποῖοι ἐξέφρασαν τὴν ἀνησυχίαν των διὰ τὴν ἐξέλιξιν τῆς ὑποθέσεως καὶ τὰς συνεπείας της ἐπὶ τῆς δημοσίας ζωῆς τῆς χώρας. [176, 1967, 312, 2104]
headline: ΤΗΝ 8ΗΝ ΙΟΥΝΙΟΥ ΛΗΓΟΥΝ ΤΑ ΜΑΘΗΜΑΤΑ ΕΙΣ ΤΑ ΓΥΜΝΑΣΙΑ [464, 821, 576, 865]
headline-line: ΕΝΤΟΣ ΤΟΥ ΛΙΜΕΝΟΣ ΤΗΣ ΧΑΪΦΟΝΓΚ [646, 591, 1068, 615]
dateline: ΛΕΥΚΩΣΙΑ, 28. (Τοῦ ἀνταποκριτοῦ μας).— [1132, 130, 1303, 148]
article-text: Εἰς δηλώσεις του πρὸς τοὺς δημοσιογράφους ὁ ἀρμόδιος ὑπουργὸς ἐτόνισεν ὅτι ἡ κυβέρνησις δὲν προτίθεται νὰ προβῇ εἰς οὐδεμίαν ἐνέργειαν πρὸ τῆς ὁριστικῆς ἀποφάσεως τῆς Ἱερᾶς Συνόδου, ἐνῷ κατὰ τὰς πληροφορίας μας αἱ διαπραγματεύσεις συνεχίζονται καὶ σήμερον μὲ τὴν συμμετοχὴν τῶν ἁρμοδίων παραγόντων, οἱ ὁποῖοι ἐξέφρασαν τὴν ἀνησυχίαν των διὰ τὴν ἐξέλιξιν τῆς ὑποθέσεως καὶ τὰς συνεπείας της ἐπὶ τῆς δημοσίας ζωῆς τῆς χώρας. [1309, 479, 1479, 589]
dateline: ΑΘΗΝΑΙ, 28.— [38, 415, 103, 424]
dateline: ΑΘΗΝΑΙ, 28.— [38, 972, 103, 982]
headline: Ο ΜΠΟΥΜΕΝΤΙΕΝ ΠΡΟΣΕΚΛΗΘΗ ΕΙΣ ΒΕΛΙΓΡΑΔΙΟΝ [467, 1620, 573, 1654]
article-text: Εἰς δηλώσεις του πρὸς τοὺς δημοσιογράφους ὁ ἀρμόδιος ὑπουργὸς ἐτόνισεν ὅτι ἡ κυβέρνησις δὲν προτίθεται νὰ προβῇ εἰς οὐδεμίαν ἐνέργειαν πρὸ τῆς ὁριστικῆς ἀποφάσεως τῆς Ἱερᾶς Συνόδου, ἐνῷ κατὰ τὰς πληροφορίας μας αἱ διαπραγματεύσεις συνεχίζονται καὶ σήμερον μὲ τὴν συμμετοχὴν τῶν ἁρμοδίων παραγόντων, οἱ ὁποῖοι ἐξέφρασαν τὴν ἀνησυχίαν των διὰ τὴν ἐξέλιξιν τῆς ὑποθέσεως καὶ τὰς συνεπείας της ἐπὶ τῆς δημοσίας ζωῆς τῆς χώρας. [458, 441, 582, 598]
article-text: Εἰς δηλώσεις του πρὸς τοὺς δημοσιογράφους ὁ ἀρμόδιος ὑπουργὸς ἐτόνισεν ὅτι ἡ κυβέρνησις δὲν προτίθεται νὰ προβῇ εἰς οὐδεμίαν ἐνέργειαν πρὸ τῆς ὁριστικῆς ἀποφάσεως τῆς Ἱερᾶς Συνόδου, ἐνῷ κατὰ τὰς πληροφορίας μας αἱ διαπραγματεύσεις συνεχίζονται καὶ σήμερον μὲ τὴν συμμετοχὴν τῶν ἁρμοδίων παραγόντων, οἱ ὁποῖοι ἐξέφρασαν τὴν ἀνησυχίαν των διὰ τὴν ἐξέλιξιν τῆς ὑποθέσεως καὶ τὰς συνεπείας της ἐπὶ τῆς δημοσίας ζωῆς τῆς χώρας. [950, 1050, 1125, 1142]
article-text: Εἰς δηλώσεις του πρὸς τοὺς δημοσιογράφους ὁ ἀρμόδιος ὑπουργὸς ἐτόνισεν ὅτι ἡ κυβέρνησις δὲν προτίθεται νὰ προβῇ εἰς οὐδεμίαν ἐνέργειαν πρὸ τῆς ὁριστικῆς ἀποφάσεως τῆς Ἱερᾶς Συνόδου, ἐνῷ κατὰ τὰς πληροφορίας μας αἱ διαπραγματεύσεις συνεχίζονται καὶ σήμερον μὲ τὴν συμμετοχὴν τῶν ἁρμοδίων παραγόντων, οἱ ὁποῖοι ἐξέφρασαν τὴν ἀνησυχίαν των διὰ τὴν ἐξέλιξιν τῆς ὑποθέσεως καὶ τὰς συνεπείας της ἐπὶ τῆς δημοσίας ζωῆς τῆς χώρας. [247, 499, 451, 583]
article-rhodesia [1132, 1157, 1479, 1421]
article-text: Εἰς δηλώσεις του πρὸς τοὺς δημοσιογράφους ὁ ἀρμόδιος ὑπουργὸς ἐτόνισεν ὅτι ἡ κυβέρνησις δὲν προτίθεται νὰ προβῇ εἰς οὐδεμίαν ἐνέργειαν πρὸ τῆς ὁριστικῆς ἀποφάσεως τῆς Ἱερᾶς Συνόδου, ἐνῷ κατὰ τὰς πληροφορίας μας αἱ διαπραγματεύσεις συνεχίζονται καὶ σήμερον μὲ τὴν συμμετοχὴν τῶν ἁρμοδίων παραγόντων, οἱ ὁποῖοι ἐξέφρασαν τὴν ἀνησυχίαν των διὰ τὴν ἐξέλιξιν τῆς ὑποθέσεως καὶ τὰς συνεπείας της ἐπὶ τῆς δημοσίας ζωῆς τῆς χώρας. [950, 467, 1125, 559]
article-text: Εἰς δηλώσεις του πρὸς τοὺς δημοσιογράφους ὁ ἀρμόδιος ὑπουργὸς ἐτόνισεν ὅτι ἡ κυβέρνησις δὲν προτίθεται νὰ προβῇ εἰς οὐδεμίαν ἐνέργειαν πρὸ τῆς ὁριστικῆς ἀποφάσεως τῆς Ἱερᾶς Συνόδου, ἐνῷ κατὰ τὰς πληροφορίας μας αἱ διαπραγματεύσεις συνεχίζονται καὶ σήμερον μὲ τὴν συμμετοχὴν τῶν ἁρμοδίων παραγόντων, οἱ ὁποῖοι ἐξέφρασαν τὴν ἀνησυχίαν των διὰ τὴν ἐξέλιξιν τῆς ὑποθέσεως καὶ τὰς συνεπείας της ἐπὶ τῆς δημοσίας ζωῆς τῆς χώρας. [38, 762, 241, 846]
continuation-label: ΣΥΝΕΧΕΙΑ [82, 1549, 127, 1559]
article-text: Εἰς δηλώσεις του πρὸς τοὺς δημοσιογράφους ὁ ἀρμόδιος ὑπουργὸς ἐτόνισεν ὅτι ἡ κυβέρνησις δὲν προτίθεται νὰ προβῇ εἰς οὐδεμίαν ἐνέργειαν πρὸ τῆς ὁριστικῆς ἀποφάσεως τῆς Ἱερᾶς Συνόδου, ἐνῷ κατὰ τὰς πληροφορίας μας αἱ διαπραγματεύσεις συνεχίζονται καὶ σήμερον μὲ τὴν συμμετοχὴν τῶν ἁρμοδίων παραγόντων, οἱ ὁποῖοι ἐξέφρασαν τὴν ἀνησυχίαν των διὰ τὴν ἐξέλιξιν τῆς ὑποθέσεως καὶ τὰς συνεπείας της ἐπὶ τῆς δημοσίας ζωῆς τῆς χώρας. [590, 437, 764, 529]
dateline: ΠΑΡΙΣΙΟΙ, 28 (Ρώυτερ).— [38, 1267, 146, 1277]
section-heading: Ο ΜΑΚΑΡΙΟΣ ΕΙΣ ΚΑΪΡΟΝ [1338, 467, 1450, 478]
article-text: Εἰς δηλώσεις του πρὸς τοὺς δημοσιογράφους ὁ ἀρμόδιος ὑπουργὸς ἐτόνισεν ὅτι ἡ κυβέρνησις δὲν προτίθεται νὰ προβῇ εἰς οὐδεμίαν ἐνέργειαν πρὸ τῆς ὁριστικῆς ἀποφάσεως τῆς Ἱερᾶς Συνόδου, ἐνῷ κατὰ τὰς πληροφορίας μας αἱ διαπραγματεύσεις συνεχίζονται καὶ σήμερον μὲ τὴν συμμετοχὴν τῶν ἁρμοδίων παραγόντων, οἱ ὁποῖοι ἐξέφρασαν τὴν ἀνησυχίαν των διὰ τὴν ἐξέλιξιν τῆς ὑποθέσεως καὶ τὰς συνεπείας της ἐπὶ τῆς δημοσίας ζωῆς τῆς χώρας. [247, 754, 451, 836]
column-3 [590, 0, 1125, 2201]
subheadline: ΕΝΕΤΟΠΙΣΘΗΣΑΝ ΤΑ ΣΥΝΤΡΙΜΜΑΤΑ ΤΟΥ ΑΕΡΟΠΛΑΝΟΥ [1132, 1628, 1303, 1647]
article-text: Εἰς δηλώσεις του πρὸς τοὺς δημοσιογράφους ὁ ἀρμόδιος ὑπουργὸς ἐτόνισεν ὅτι ἡ κυβέρνησις δὲν προτίθεται νὰ προβῇ εἰς οὐδεμίαν ἐνέργειαν πρὸ τῆς ὁριστικῆς ἀποφάσεως τῆς Ἱερᾶς Συνόδου, ἐνῷ κατὰ τὰς πληροφορίας μας αἱ διαπραγματεύσεις συνεχίζονται καὶ σήμερον μὲ τὴν συμμετοχὴν τῶν ἁρμοδίων παραγόντων, οἱ ὁποῖοι ἐξέφρασαν τὴν ἀνησυχίαν των διὰ τὴν ἐξέλιξιν τῆς ὑποθέσεως καὶ τὰς συνεπείας της ἐπὶ τῆς δημοσίας ζωῆς τῆς χώρας. [590, 1465, 764, 1557]
article-barka [1132, 1595, 1479, 1980]
article-text: Εἰς δηλώσεις του πρὸς τοὺς δημοσιογράφους ὁ ἀρμόδιος ὑπουργὸς ἐτόνισεν ὅτι ἡ κυβέρνησις δὲν προτίθεται νὰ προβῇ εἰς οὐδεμίαν ἐνέργειαν πρὸ τῆς ὁριστικῆς ἀποφάσεως τῆς Ἱερᾶς Συνόδου, ἐνῷ κατὰ τὰς πληροφορίας μας αἱ διαπραγματεύσεις συνεχίζονται καὶ σήμερον μὲ τὴν συμμετοχὴν τῶν ἁρμοδίων παραγόντων, οἱ ὁποῖοι ἐξέφρασαν τὴν ἀνησυχίαν των διὰ τὴν ἐξέλιξιν τῆς ὑποθέσεως καὶ τὰς συνεπείας της ἐπὶ τῆς δημοσίας ζωῆς τῆς χώρας. [590, 1753, 764, 1855]
dateline: ΟΥΑΣΙΓΚΤΩΝ, 28 (Ἀσσ. Πρές).— [38, 1389, 172, 1399]
article-text: Εἰς δηλώσεις του πρὸς τοὺς δημοσιογράφους ὁ ἀρμόδιος ὑπουργὸς ἐτόνισεν ὅτι ἡ κυβέρνησις δὲν προτίθεται νὰ προβῇ εἰς οὐδεμίαν ἐνέργειαν πρὸ τῆς ὁριστικῆς ἀποφάσεως τῆς Ἱερᾶς Συνόδου, ἐνῷ κατὰ τὰς πληροφορίας μας αἱ διαπραγματεύσεις συνεχίζονται καὶ σήμερον μὲ τὴν συμμετοχὴν τῶν ἁρμοδίων παραγόντων, οἱ ὁποῖοι ἐξέφρασαν τὴν ἀνησυχίαν των διὰ τὴν ἐξέλιξιν τῆς ὑποθέσεως καὶ τὰς συνεπείας της ἐπὶ τῆς δημοσίας ζωῆς τῆς χώρας. [1309, 1737, 1479, 1839]
article-foreign-briefs [1132, 1989, 1479, 2332]
article-text: Εἰς δηλώσεις του πρὸς τοὺς δημοσιογράφους ὁ ἀρμόδιος ὑπουργὸς ἐτόνισεν ὅτι ἡ κυβέρνησις δὲν προτίθεται νὰ προβῇ εἰς οὐδεμίαν ἐνέργειαν πρὸ τῆς ὁριστικῆς ἀποφάσεως τῆς Ἱερᾶς Συνόδου, ἐνῷ κατὰ τὰς πληροφορίας μας αἱ διαπραγματεύσεις συνεχίζονται καὶ σήμερον μὲ τὴν συμμετοχὴν τῶν ἁρμοδίων παραγόντων, οἱ ὁποῖοι ἐξέφρασαν τὴν ἀνησυχίαν των διὰ τὴν ἐξέλιξιν τῆς ὑποθέσεως καὶ τὰς συνεπείας της ἐπὶ τῆς δημοσίας ζωῆς τῆς χώρας. [316, 1853, 452, 1991]
column-rule [586, 0, 587, 2201]
headline: ΑΥΞΗΣΙΣ Η ΕΙΣΑΓΩΓΗ ΓΑΛΛΙΚΩΝ ΑΥΤΟΚΙΝΗΤΩΝ [458, 1424, 582, 1457]
article-text: Εἰς δηλώσεις του πρὸς τοὺς δημοσιογράφους ὁ ἀρμόδιος ὑπουργὸς ἐτόνισεν ὅτι ἡ κυβέρνησις δὲν προτίθεται νὰ προβῇ εἰς οὐδεμίαν ἐνέργειαν πρὸ τῆς ὁριστικῆς ἀποφάσεως τῆς Ἱερᾶς Συνόδου, ἐνῷ κατὰ τὰς πληροφορίας μας αἱ διαπραγματεύσεις συνεχίζονται καὶ σήμερον μὲ τὴν συμμετοχὴν τῶν ἁρμοδίων παραγόντων, οἱ ὁποῖοι ἐξέφρασαν τὴν ἀνησυχίαν των διὰ τὴν ἐξέλιξιν τῆς ὑποθέσεως καὶ τὰς συνεπείας της ἐπὶ τῆς δημοσίας ζωῆς τῆς χώρας. [247, 268, 451, 351]
headline: ΚΑΤΑΔΙΚΗ ΜΕΛΩΝ ΤΩΝ ΣΥΜΒΟΥΛΙΩΝ ΕΦΕΕ ΚΑΙ ΔΕΣΠΑ ΚΑΙ ΜΕΙΩΣΙΣ ΠΟΙΝΩΝ ΦΟΙΤΗΤΩΝ ΥΠΟ ΤΟΥ ΕΦΕΤΕΙΟΥ [40, 941, 448, 968]
article-text: Εἰς δηλώσεις του πρὸς τοὺς δημοσιογράφους ὁ ἀρμόδιος ὑπουργὸς ἐτόνισεν ὅτι ἡ κυβέρνησις δὲν προτίθεται νὰ προβῇ εἰς οὐδεμίαν ἐνέργειαν πρὸ τῆς ὁριστικῆς ἀποφάσεως τῆς Ἱερᾶς Συνόδου, ἐνῷ κατὰ τὰς πληροφορίας μας αἱ διαπραγματεύσεις συνεχίζονται καὶ σήμερον μὲ τὴν συμμετοχὴν τῶν ἁρμοδίων παραγόντων, οἱ ὁποῖοι ἐξέφρασαν τὴν ἀνησυχίαν των διὰ τὴν ἐξέλιξιν τῆς ὑποθέσεως καὶ τὰς συνεπείας της ἐπὶ τῆς δημοσίας ζωῆς τῆς χώρας. [1132, 1648, 1303, 1750]
section-heading: ΤΟ ΑΣΤΥΝΟΜΙΚΟΝ ΚΡΑΤΟΣ [976, 1146, 1098, 1156]
headline-line: ΚΑΤΑΣΤΡΑΦΗ ΤΕΛΕΙΩΣ ΧΩΡΙΟΝ ΤΗΣ ΙΑΒΑΣ [682, 1716, 1033, 1734]
article-church-state [38, 0, 451, 362]
section-heading: ΕΚΡΗΞΕΙΣ Η ΑΥΣΤΡΑΛΙΑ [804, 242, 911, 253]
section-heading: ΑΠΕΣΥΡΘΗ ΕΠΕΡΠΙΣΤΕΙΣ [1339, 131, 1449, 142]
dateline: ΤΣΑΚΑΡΤΑ, 28. (Ἀσσ. Πρές).— [590, 1753, 713, 1763]
article-text: Εἰς δηλώσεις του πρὸς τοὺς δημοσιογράφους ὁ ἀρμόδιος ὑπουργὸς ἐτόνισεν ὅτι ἡ κυβέρνησις δὲν προτίθεται νὰ προβῇ εἰς οὐδεμίαν ἐνέργειαν πρὸ τῆς ὁριστικῆς ἀποφάσεως τῆς Ἱερᾶς Συνόδου, ἐνῷ κατὰ τὰς πληροφορίας μας αἱ διαπραγματεύσεις συνεχίζονται καὶ σήμερον μὲ τὴν συμμετοχὴν τῶν ἁρμοδίων παραγόντων, οἱ ὁποῖοι ἐξέφρασαν τὴν ἀνησυχίαν των διὰ τὴν ἐξέλιξιν τῆς ὑποθέσεως καὶ τὰς συνεπείας της ἐπὶ τῆς δημοσίας ζωῆς τῆς χώρας. [38, 277, 241, 360]
article-text: Εἰς δηλώσεις του πρὸς τοὺς δημοσιογράφους ὁ ἀρμόδιος ὑπουργὸς ἐτόνισεν ὅτι ἡ κυβέρνησις δὲν προτίθεται νὰ προβῇ εἰς οὐδεμίαν ἐνέργειαν πρὸ τῆς ὁριστικῆς ἀποφάσεως τῆς Ἱερᾶς Συνόδου, ἐνῷ κατὰ τὰς πληροφορίας μας αἱ διαπραγματεύσεις συνεχίζονται καὶ σήμερον μὲ τὴν συμμετοχὴν τῶν ἁρμοδίων παραγόντων, οἱ ὁποῖοι ἐξέφρασαν τὴν ἀνησυχίαν των διὰ τὴν ἐξέλιξιν τῆς ὑποθέσεως καὶ τὰς συνεπείας της ἐπὶ τῆς δημοσίας ζωῆς τῆς χώρας. [770, 1426, 944, 1518]
subheadline: ΟΥΔΕΜΙΑ ΠΛΗΡΟΦΟΡΙΑ ΠΕΡΙ ΤΗΣ ΑΠΟΣΤΟΛΗΣ [463, 56, 577, 74]
headline: ΔΥΣΧΕΡΕΣ ΚΑΙ ΕΠΙΚΙΝΔΥΝΟΝ ΚΑΤΑ ΤΟΝ ΘΑΝΤ ΤΟ ΔΗΜΙΟΥΡΓΗΘΕΝ ΘΕΜΑ ΤΗΣ ΝΟΤ. ΡΟΔΕΣΙΑΣ [1133, 1155, 1479, 1184]
section-heading: ΟΙ ΕΝΕΡΓΕΙΑΙ ΤΟΥ ΚΑΝΑΔΑ [977, 242, 1097, 253]
section-heading: ΡΩΣΙΚΑ ΣΧΟΛΙΑ [1358, 1189, 1430, 1200]
article-text: Εἰς δηλώσεις του πρὸς τοὺς δημοσιογράφους ὁ ἀρμόδιος ὑπουργὸς ἐτόνισεν ὅτι ἡ κυβέρνησις δὲν προτίθεται νὰ προβῇ εἰς οὐδεμίαν ἐνέργειαν πρὸ τῆς ὁριστικῆς ἀποφάσεως τῆς Ἱερᾶς Συνόδου, ἐνῷ κατὰ τὰς πληροφορίας μας αἱ διαπραγματεύσεις συνεχίζονται καὶ σήμερον μὲ τὴν συμμετοχὴν τῶν ἁρμοδίων παραγόντων, οἱ ὁποῖοι ἐξέφρασαν τὴν ἀνησυχίαν των διὰ τὴν ἐξέλιξιν τῆς ὑποθέσεως καὶ τὰς συνεπείας της ἐπὶ τῆς δημοσίας ζωῆς τῆς χώρας. [590, 1371, 764, 1463]
headline [590, 1717, 1125, 1749]
article-text: Εἰς δηλώσεις του πρὸς τοὺς δημοσιογράφους ὁ ἀρμόδιος ὑπουργὸς ἐτόνισεν ὅτι ἡ κυβέρνησις δὲν προτίθεται νὰ προβῇ εἰς οὐδεμίαν ἐνέργειαν πρὸ τῆς ὁριστικῆς ἀποφάσεως τῆς Ἱερᾶς Συνόδου, ἐνῷ κατὰ τὰς πληροφορίας μας αἱ διαπραγματεύσεις συνεχίζονται καὶ σήμερον μὲ τὴν συμμετοχὴν τῶν ἁρμοδίων παραγόντων, οἱ ὁποῖοι ἐξέφρασαν τὴν ἀνησυχίαν των διὰ τὴν ἐξέλιξιν τῆς ὑποθέσεως καὶ τὰς συνεπείας της ἐπὶ τῆς δημοσίας ζωῆς τῆς χώρας. [1132, 457, 1303, 559]
article-text: Εἰς δηλώσεις του πρὸς τοὺς δημοσιογράφους ὁ ἀρμόδιος ὑπουργὸς ἐτόνισεν ὅτι ἡ κυβέρνησις δὲν προτίθεται νὰ προβῇ εἰς οὐδεμίαν ἐνέργειαν πρὸ τῆς ὁριστικῆς ἀποφάσεως τῆς Ἱερᾶς Συνόδου, ἐνῷ κατὰ τὰς πληροφορίας μας αἱ διαπραγματεύσεις συνεχίζονται καὶ σήμερον μὲ τὴν συμμετοχὴν τῶν ἁρμοδίων παραγόντων, οἱ ὁποῖοι ἐξέφρασαν τὴν ἀνησυχίαν των διὰ τὴν ἐξέλιξιν τῆς ὑποθέσεως καὶ τὰς συνεπείας της ἐπὶ τῆς δημοσίας ζωῆς τῆς χώρας. [590, 1264, 764, 1356]
headline: ΑΤΟΜΟΝ ΣΥΛΛΗΦΘΕΝ ΚΑΤΑ ΤΑ ΕΠΕΙΣΟΔΙΑ ΤΩΝ ΑΘΗΝΩΝ ΕΧΟΝ ΥΠΟ ΤΗΝ ΚΑΤΟΧΗΝ ΤΟΥ ΔΑΚΡΥΓΟΝΟΝ ΒΟΜΒΑΝ ΑΦΕΘΗ ΠΕΡΙΕΡΓΩΣ ΕΛΕΥΘΕΡΟΝ ΥΠΟ ΤΗΣ ΑΣΤΥΝΟΜΙΑΣ [46, 370, 442, 410]
section-heading: ΠΩΣ ΕΙΔΕ ΤΗΝ ΚΟΡΗ [337, 1842, 430, 1852]
dateline: ΤΕΧΕΡΑΝΗ, 28. (Ρώυτερ).— [458, 2048, 582, 2058]
article-text: Εἰς δηλώσεις του πρὸς τοὺς δημοσιογράφους ὁ ἀρμόδιος ὑπουργὸς ἐτόνισεν ὅτι ἡ κυβέρνησις δὲν προτίθεται νὰ προβῇ εἰς οὐδεμίαν ἐνέργειαν πρὸ τῆς ὁριστικῆς ἀποφάσεως τῆς Ἱερᾶς Συνόδου, ἐνῷ κατὰ τὰς πληροφορίας μας αἱ διαπραγματεύσεις συνεχίζονται καὶ σήμερον μὲ τὴν συμμετοχὴν τῶν ἁρμοδίων παραγόντων, οἱ ὁποῖοι ἐξέφρασαν τὴν ἀνησυχίαν των διὰ τὴν ἐξέλιξιν τῆς ὑποθέσεως καὶ τὰς συνεπείας της ἐπὶ τῆς δημοσίας ζωῆς τῆς χώρας. [247, 1108, 451, 1190]
dateline: ΣΟΦΙΑ, 28. (Ρώυτερ).— [458, 441, 563, 451]
article-text: Εἰς δηλώσεις του πρὸς τοὺς δημοσιογράφους ὁ ἀρμόδιος ὑπουργὸς ἐτόνισεν ὅτι ἡ κυβέρνησις δὲν προτίθεται νὰ προβῇ εἰς οὐδεμίαν ἐνέργειαν πρὸ τῆς ὁριστικῆς ἀποφάσεως τῆς Ἱερᾶς Συνόδου, ἐνῷ κατὰ τὰς πληροφορίας μας αἱ διαπραγματεύσεις συνεχίζονται καὶ σήμερον μὲ τὴν συμμετοχὴν τῶν ἁρμοδίων παραγόντων, οἱ ὁποῖοι ἐξέφρασαν τὴν ἀνησυχίαν των διὰ τὴν ἐξέλιξιν τῆς ὑποθέσεως καὶ τὰς συνεπείας της ἐπὶ τῆς δημοσίας ζωῆς τῆς χώρας. [247, 1337, 451, 1419]
article-text: Εἰς δηλώσεις του πρὸς τοὺς δημοσιογράφους ὁ ἀρμόδιος ὑπουργὸς ἐτόνισεν ὅτι ἡ κυβέρνησις δὲν προτίθεται νὰ προβῇ εἰς οὐδεμίαν ἐνέργειαν πρὸ τῆς ὁριστικῆς ἀποφάσεως τῆς Ἱερᾶς Συνόδου, ἐνῷ κατὰ τὰς πληροφορίας μας αἱ διαπραγματεύσεις συνεχίζονται καὶ σήμερον μὲ τὴν συμμετοχὴν τῶν ἁρμοδίων παραγόντων, οἱ ὁποῖοι ἐξέφρασαν τὴν ἀνησυχίαν των διὰ τὴν ἐξέλιξιν τῆς ὑποθέσεως καὶ τὰς συνεπείας της ἐπὶ τῆς δημοσίας ζωῆς τῆς χώρας. [176, 1547, 312, 1685]
article-text: Εἰς δηλώσεις του πρὸς τοὺς δημοσιογράφους ὁ ἀρμόδιος ὑπουργὸς ἐτόνισεν ὅτι ἡ κυβέρνησις δὲν προτίθεται νὰ προβῇ εἰς οὐδεμίαν ἐνέργειαν πρὸ τῆς ὁριστικῆς ἀποφάσεως τῆς Ἱερᾶς Συνόδου, ἐνῷ κατὰ τὰς πληροφορίας μας αἱ διαπραγματεύσεις συνεχίζονται καὶ σήμερον μὲ τὴν συμμετοχὴν τῶν ἁρμοδίων παραγόντων, οἱ ὁποῖοι ἐξέφρασαν τὴν ἀνησυχίαν των διὰ τὴν ἐξέλιξιν τῆς ὑποθέσεως καὶ τὰς συνεπείας της ἐπὶ τῆς δημοσίας ζωῆς τῆς χώρας. [458, 1852, 583, 2008]
headline-line: ΚΥΒΕΡΝΗΤΙΚΑΣ ΑΠΟΨΕΙΣ ΕΠΙ ΤΩΝ ΠΡΟΑΓΩΓΩΝ [663, 957, 1051, 1002]
headline-line: ΚΑΙ ΕΒΟΜΒΑΡΔΙΣΑΝ ΣΦΟΔΡΟΤΑΤΑ [651, 45, 1063, 69]
article-text: Εἰς δηλώσεις του πρὸς τοὺς δημοσιογράφους ὁ ἀρμόδιος ὑπουργὸς ἐτόνισεν ὅτι ἡ κυβέρνησις δὲν προτίθεται νὰ προβῇ εἰς οὐδεμίαν ἐνέργειαν πρὸ τῆς ὁριστικῆς ἀποφάσεως τῆς Ἱερᾶς Συνόδου, ἐνῷ κατὰ τὰς πληροφορίας μας αἱ διαπραγματεύσεις συνεχίζονται καὶ σήμερον μὲ τὴν συμμετοχὴν τῶν ἁρμοδίων παραγόντων, οἱ ὁποῖοι ἐξέφρασαν τὴν ἀνησυχίαν των διὰ τὴν ἐξέλιξιν τῆς ὑποθέσεως καὶ τὰς συνεπείας της ἐπὶ τῆς δημοσίας ζωῆς τῆς χώρας. [458, 1054, 582, 1211]
article-text: Εἰς δηλώσεις του πρὸς τοὺς δημοσιογράφους ὁ ἀρμόδιος ὑπουργὸς ἐτόνισεν ὅτι ἡ κυβέρνησις δὲν προτίθεται νὰ προβῇ εἰς οὐδεμίαν ἐνέργειαν πρὸ τῆς ὁριστικῆς ἀποφάσεως τῆς Ἱερᾶς Συνόδου, ἐνῷ κατὰ τὰς πληροφορίας μας αἱ διαπραγματεύσεις συνεχίζονται καὶ σήμερον μὲ τὴν συμμετοχὴν τῶν ἁρμοδίων παραγόντων, οἱ ὁποῖοι ἐξέφρασαν τὴν ἀνησυχίαν των διὰ τὴν ἐξέλιξιν τῆς ὑποθέσεως καὶ τὰς συνεπείας της ἐπὶ τῆς δημοσίας ζωῆς τῆς χώρας. [1132, 2125, 1303, 2227]
article-army-leadership [590, 936, 1125, 1707]
article-text: Εἰς δηλώσεις του πρὸς τοὺς δημοσιογράφους ὁ ἀρμόδιος ὑπουργὸς ἐτόνισεν ὅτι ἡ κυβέρνησις δὲν προτίθεται νὰ προβῇ εἰς οὐδεμίαν ἐνέργειαν πρὸ τῆς ὁριστικῆς ἀποφάσεως τῆς Ἱερᾶς Συνόδου, ἐνῷ κατὰ τὰς πληροφορίας μας αἱ διαπραγματεύσεις συνεχίζονται καὶ σήμερον μὲ τὴν συμμετοχὴν τῶν ἁρμοδίων παραγόντων, οἱ ὁποῖοι ἐξέφρασαν τὴν ἀνησυχίαν των διὰ τὴν ἐξέλιξιν τῆς ὑποθέσεως καὶ τὰς συνεπείας της ἐπὶ τῆς δημοσίας ζωῆς τῆς χώρας. [950, 729, 1125, 821]
section-heading: ΑΠΟΦΑΣΙΣ ΤΗΣ ΕΔΑ [633, 1561, 721, 1571]
subheadline: ΚΑΙ ΣΥΝΩΜΙΛΙΑΙ ΜΕΤΑ ΤΟΝ ΜΠΑΣΕΟ [466, 422, 575, 440]
section-heading: ΣΧΑΙΡΟΣ ΕΠΕΜΒΑΣΙΣ [57, 1842, 151, 1852]
article-text: Εἰς δηλώσεις του πρὸς τοὺς δημοσιογράφους ὁ ἀρμόδιος ὑπουργὸς ἐτόνισεν ὅτι ἡ κυβέρνησις δὲν προτίθεται νὰ προβῇ εἰς οὐδεμίαν ἐνέργειαν πρὸ τῆς ὁριστικῆς ἀποφάσεως τῆς Ἱερᾶς Συνόδου, ἐνῷ κατὰ τὰς πληροφορίας μας αἱ διαπραγματεύσεις συνεχίζονται καὶ σήμερον μὲ τὴν συμμετοχὴν τῶν ἁρμοδίων παραγόντων, οἱ ὁποῖοι ἐξέφρασαν τὴν ἀνησυχίαν των διὰ τὴν ἐξέλιξιν τῆς ὑποθέσεως καὶ τὰς συνεπείας της ἐπὶ τῆς δημοσίας ζωῆς τῆς χώρας. [38, 1267, 241, 1359]
dateline: ΚΩΝΣΤΑΝΤΙΝΟΥΠΟΛΙΣ, 28. (Τοῦ ἀνταποκριτοῦ μας).— [1132, 819, 1303, 838]
brief-lead: Ο ΤΟΥΡΚΟΣ ΥΠΟΥΡΓΟΣ [1309, 2219, 1408, 2228]
headline: Η ΤΟΥΡΚΙΑ ΦΟΒΟΥΜΕΝΗ ΡΩΣΙΚΗΝ ΑΝΤΙΔΡΑΣΙΝ ΑΠΗΓΟΡΕΥΣΕΝ ΕΙΣ ΑΜΕΡΙΚΑΝΙΚΟΝ ΣΚΑΦΟΣ ΝΑ ΔΙΕΛΘΗ ΔΙΑ ΤΩΝ ΣΤΕΝΩΝ ΤΟΥ ΒΟΣΠΟΡΟΥ [1142, 775, 1470, 816]
article-text: Εἰς δηλώσεις του πρὸς τοὺς δημοσιογράφους ὁ ἀρμόδιος ὑπουργὸς ἐτόνισεν ὅτι ἡ κυβέρνησις δὲν προτίθεται νὰ προβῇ εἰς οὐδεμίαν ἐνέργειαν πρὸ τῆς ὁριστικῆς ἀποφάσεως τῆς Ἱερᾶς Συνόδου, ἐνῷ κατὰ τὰς πληροφορίας μας αἱ διαπραγματεύσεις συνεχίζονται καὶ σήμερον μὲ τὴν συμμετοχὴν τῶν ἁρμοδίων παραγόντων, οἱ ὁποῖοι ἐξέφρασαν τὴν ἀνησυχίαν των διὰ τὴν ἐξέλιξιν τῆς ὑποθέσεως καὶ τὰς συνεπείας της ἐπὶ τῆς δημοσίας ζωῆς τῆς χώρας. [950, 1753, 1125, 1845]
article-polish-ship [590, 571, 1125, 926]
article-text: Εἰς δηλώσεις του πρὸς τοὺς δημοσιογράφους ὁ ἀρμόδιος ὑπουργὸς ἐτόνισεν ὅτι ἡ κυβέρνησις δὲν προτίθεται νὰ προβῇ εἰς οὐδεμίαν ἐνέργειαν πρὸ τῆς ὁριστικῆς ἀποφάσεως τῆς Ἱερᾶς Συνόδου, ἐνῷ κατὰ τὰς πληροφορίας μας αἱ διαπραγματεύσεις συνεχίζονται καὶ σήμερον μὲ τὴν συμμετοχὴν τῶν ἁρμοδίων παραγόντων, οἱ ὁποῖοι ἐξέφρασαν τὴν ἀνησυχίαν των διὰ τὴν ἐξέλιξιν τῆς ὑποθέσεως καὶ τὰς συνεπείας της ἐπὶ τῆς δημοσίας ζωῆς τῆς χώρας. [590, 1064, 764, 1155]
headline [590, 0, 1125, 93]
dateline: ΑΛΓΕΡΙΟΝ, 28. (ΑΠΠΑ).— [458, 1655, 566, 1664]
article-text: Εἰς δηλώσεις του πρὸς τοὺς δημοσιογράφους ὁ ἀρμόδιος ὑπουργὸς ἐτόνισεν ὅτι ἡ κυβέρνησις δὲν προτίθεται νὰ προβῇ εἰς οὐδεμίαν ἐνέργειαν πρὸ τῆς ὁριστικῆς ἀποφάσεως τῆς Ἱερᾶς Συνόδου, ἐνῷ κατὰ τὰς πληροφορίας μας αἱ διαπραγματεύσεις συνεχίζονται καὶ σήμερον μὲ τὴν συμμετοχὴν τῶν ἁρμοδίων παραγόντων, οἱ ὁποῖοι ἐξέφρασαν τὴν ἀνησυχίαν των διὰ τὴν ἐξέλιξιν τῆς ὑποθέσεως καὶ τὰς συνεπείας της ἐπὶ τῆς δημοσίας ζωῆς τῆς χώρας. [1132, 1044, 1303, 1145]
article-text: Εἰς δηλώσεις του πρὸς τοὺς δημοσιογράφους ὁ ἀρμόδιος ὑπουργὸς ἐτόνισεν ὅτι ἡ κυβέρνησις δὲν προτίθεται νὰ προβῇ εἰς οὐδεμίαν ἐνέργειαν πρὸ τῆς ὁριστικῆς ἀποφάσεως τῆς Ἱερᾶς Συνόδου, ἐνῷ κατὰ τὰς πληροφορίας μας αἱ διαπραγματεύσεις συνεχίζονται καὶ σήμερον μὲ τὴν συμμετοχὴν τῶν ἁρμοδίων παραγόντων, οἱ ὁποῖοι ἐξέφρασαν τὴν ἀνησυχίαν των διὰ τὴν ἐξέλιξιν τῆς ὑποθέσεως καὶ τὰς συνεπείας της ἐπὶ τῆς δημοσίας ζωῆς τῆς χώρας. [770, 1144, 944, 1236]
dateline: ΠΑΡΙΣΙΟΙ, 28. (Ρώυτερ).— [458, 1459, 567, 1468]
column-1 [38, 0, 451, 2201]
column-rule [454, 0, 455, 2201]
article-text: Εἰς δηλώσεις του πρὸς τοὺς δημοσιογράφους ὁ ἀρμόδιος ὑπουργὸς ἐτόνισεν ὅτι ἡ κυβέρνησις δὲν προτίθεται νὰ προβῇ εἰς οὐδεμίαν ἐνέργειαν πρὸ τῆς ὁριστικῆς ἀποφάσεως τῆς Ἱερᾶς Συνόδου, ἐνῷ κατὰ τὰς πληροφορίας μας αἱ διαπραγματεύσεις συνεχίζονται καὶ σήμερον μὲ τὴν συμμετοχὴν τῶν ἁρμοδίων παραγόντων, οἱ ὁποῖοι ἐξέφρασαν τὴν ἀνησυχίαν των διὰ τὴν ἐξέλιξιν τῆς ὑποθέσεως καὶ τὰς συνεπείας της ἐπὶ τῆς δημοσίας ζωῆς τῆς χώρας. [770, 1520, 944, 1612]
article-text: Εἰς δηλώσεις του πρὸς τοὺς δημοσιογράφους ὁ ἀρμόδιος ὑπουργὸς ἐτόνισεν ὅτι ἡ κυβέρνησις δὲν προτίθεται νὰ προβῇ εἰς οὐδεμίαν ἐνέργειαν πρὸ τῆς ὁριστικῆς ἀποφάσεως τῆς Ἱερᾶς Συνόδου, ἐνῷ κατὰ τὰς πληροφορίας μας αἱ διαπραγματεύσεις συνεχίζονται καὶ σήμερον μὲ τὴν συμμετοχὴν τῶν ἁρμοδίων παραγόντων, οἱ ὁποῖοι ἐξέφρασαν τὴν ἀνησυχίαν των διὰ τὴν ἐξέλιξιν τῆς ὑποθέσεως καὶ τὰς συνεπείας της ἐπὶ τῆς δημοσίας ζωῆς τῆς χώρας. [1309, 1473, 1479, 1574]
article-text: Εἰς δηλώσεις του πρὸς τοὺς δημοσιογράφους ὁ ἀρμόδιος ὑπουργὸς ἐτόνισεν ὅτι ἡ κυβέρνησις δὲν προτίθεται νὰ προβῇ εἰς οὐδεμίαν ἐνέργειαν πρὸ τῆς ὁριστικῆς ἀποφάσεως τῆς Ἱερᾶς Συνόδου, ἐνῷ κατὰ τὰς πληροφορίας μας αἱ διαπραγματεύσεις συνεχίζονται καὶ σήμερον μὲ τὴν συμμετοχὴν τῶν ἁρμοδίων παραγόντων, οἱ ὁποῖοι ἐξέφρασαν τὴν ἀνησυχίαν των διὰ τὴν ἐξέλιξιν τῆς ὑποθέσεως καὶ τὰς συνεπείας της ἐπὶ τῆς δημοσίας ζωῆς τῆς χώρας. [247, 584, 451, 667]
article-text: Εἰς δηλώσεις του πρὸς τοὺς δημοσιογράφους ὁ ἀρμόδιος ὑπουργὸς ἐτόνισεν ὅτι ἡ κυβέρνησις δὲν προτίθεται νὰ προβῇ εἰς οὐδεμίαν ἐνέργειαν πρὸ τῆς ὁριστικῆς ἀποφάσεως τῆς Ἱερᾶς Συνόδου, ἐνῷ κατὰ τὰς πληροφορίας μας αἱ διαπραγματεύσεις συνεχίζονται καὶ σήμερον μὲ τὴν συμμετοχὴν τῶν ἁρμοδίων παραγόντων, οἱ ὁποῖοι ἐξέφρασαν τὴν ἀνησυχίαν των διὰ τὴν ἐξέλιξιν τῆς ὑποθέσεως καὶ τὰς συνεπείας της ἐπὶ τῆς δημοσίας ζωῆς τῆς χώρας. [247, 183, 451, 267]
article-text: Εἰς δηλώσεις του πρὸς τοὺς δημοσιογράφους ὁ ἀρμόδιος ὑπουργὸς ἐτόνισεν ὅτι ἡ κυβέρνησις δὲν προτίθεται νὰ προβῇ εἰς οὐδεμίαν ἐνέργειαν πρὸ τῆς ὁριστικῆς ἀποφάσεως τῆς Ἱερᾶς Συνόδου, ἐνῷ κατὰ τὰς πληροφορίας μας αἱ διαπραγματεύσεις συνεχίζονται καὶ σήμερον μὲ τὴν συμμετοχὴν τῶν ἁρμοδίων παραγόντων, οἱ ὁποῖοι ἐξέφρασαν τὴν ἀνησυχίαν των διὰ τὴν ἐξέλιξιν τῆς ὑποθέσεως καὶ τὰς συνεπείας της ἐπὶ τῆς δημοσίας ζωῆς τῆς χώρας. [1309, 143, 1479, 244]
article-vietnam [590, 0, 1125, 561]
headline: ΠΡΟΣΑΓΕΤΑΙ ΣΗΜΕΡΟΝ ΕΙΣ ΤΗΝ ΕΙΣΑΓΓΕΛΙΑΝ Ο ΔΗΛΗΤΗΡΙΑΣΤΗΣ ΠΟΙΜΗΝ ΤΗΣ ΠΙΕΡΙΑΣ [72, 1514, 416, 1542]
headline: ΔΕΚΑ ΕΝΝΕΑ ΝΕΚΡΟΙ ΕΙΣ ΔΥΣΤΥΧΗΜΑ [482, 2211, 559, 2243]
headline: ΤΡΕΙΣ ΝΕΚΡΟΙ ΣΥΝΕΠΕΙΑ ΤΡΟΜΑΚΤΙΚΗΣ ΕΚΡΗΞΕΩΣ ΕΙΣ ΜΙΑΝ ΑΜΕΡΙΚΑΝΙΚΗΝ ΑΠΟΘΗΚΗΝ ΠΥΡΟΜΑΧΙΚΩΝ [1136, 1429, 1476, 1469]
article-text: Εἰς δηλώσεις του πρὸς τοὺς δημοσιογράφους ὁ ἀρμόδιος ὑπουργὸς ἐτόνισεν ὅτι ἡ κυβέρνησις δὲν προτίθεται νὰ προβῇ εἰς οὐδεμίαν ἐνέργειαν πρὸ τῆς ὁριστικῆς ἀποφάσεως τῆς Ἱερᾶς Συνόδου, ἐνῷ κατὰ τὰς πληροφορίας μας αἱ διαπραγματεύσεις συνεχίζονται καὶ σήμερον μὲ τὴν συμμετοχὴν τῶν ἁρμοδίων παραγόντων, οἱ ὁποῖοι ἐξέφρασαν τὴν ἀνησυχίαν των διὰ τὴν ἐξέλιξιν τῆς ὑποθέσεως καὶ τὰς συνεπείας της ἐπὶ τῆς δημοσίας ζωῆς τῆς χώρας. [950, 253, 1125, 345]
article-text: Εἰς δηλώσεις του πρὸς τοὺς δημοσιογράφους ὁ ἀρμόδιος ὑπουργὸς ἐτόνισεν ὅτι ἡ κυβέρνησις δὲν προτίθεται νὰ προβῇ εἰς οὐδεμίαν ἐνέργειαν πρὸ τῆς ὁριστικῆς ἀποφάσεως τῆς Ἱερᾶς Συνόδου, ἐνῷ κατὰ τὰς πληροφορίας μας αἱ διαπραγματεύσεις συνεχίζονται καὶ σήμερον μὲ τὴν συμμετοχὴν τῶν ἁρμοδίων παραγόντων, οἱ ὁποῖοι ἐξέφρασαν τὴν ἀνησυχίαν των διὰ τὴν ἐξέλιξιν τῆς ὑποθέσεως καὶ τὰς συνεπείας της ἐπὶ τῆς δημοσίας ζωῆς τῆς χώρας. [38, 678, 241, 761]
dateline: ΤΣΑΡΛΕΣΤΟΝ, 28. (Ρώυτερ).— [1132, 1473, 1278, 1482]
article-java-volcano [590, 1717, 1125, 1870]
article-text: Εἰς δηλώσεις του πρὸς τοὺς δημοσιογράφους ὁ ἀρμόδιος ὑπουργὸς ἐτόνισεν ὅτι ἡ κυβέρνησις δὲν προτίθεται νὰ προβῇ εἰς οὐδεμίαν ἐνέργειαν πρὸ τῆς ὁριστικῆς ἀποφάσεως τῆς Ἱερᾶς Συνόδου, ἐνῷ κατὰ τὰς πληροφορίας μας αἱ διαπραγματεύσεις συνεχίζονται καὶ σήμερον μὲ τὴν συμμετοχὴν τῶν ἁρμοδίων παραγόντων, οἱ ὁποῖοι ἐξέφρασαν τὴν ἀνησυχίαν των διὰ τὴν ἐξέλιξιν τῆς ὑποθέσεως καὶ τὰς συνεπείας της ἐπὶ τῆς δημοσίας ζωῆς τῆς χώρας. [950, 1251, 1125, 1343]
section-heading: ΣΕΙΣΜΟΙ ΕΙΣ ΦΙΛΙΠΠΙΝΑΣ [802, 1755, 912, 1766]
article-text: Εἰς δηλώσεις του πρὸς τοὺς δημοσιογράφους ὁ ἀρμόδιος ὑπουργὸς ἐτόνισεν ὅτι ἡ κυβέρνησις δὲν προτίθεται νὰ προβῇ εἰς οὐδεμίαν ἐνέργειαν πρὸ τῆς ὁριστικῆς ἀποφάσεως τῆς Ἱερᾶς Συνόδου, ἐνῷ κατὰ τὰς πληροφορίας μας αἱ διαπραγματεύσεις συνεχίζονται καὶ σήμερον μὲ τὴν συμμετοχὴν τῶν ἁρμοδίων παραγόντων, οἱ ὁποῖοι ἐξέφρασαν τὴν ἀνησυχίαν των διὰ τὴν ἐξέλιξιν τῆς ὑποθέσεως καὶ τὰς συνεπείας της ἐπὶ τῆς δημοσίας ζωῆς τῆς χώρας. [1309, 1841, 1479, 1942]
article-text: Εἰς δηλώσεις του πρὸς τοὺς δημοσιογράφους ὁ ἀρμόδιος ὑπουργὸς ἐτόνισεν ὅτι ἡ κυβέρνησις δὲν προτίθεται νὰ προβῇ εἰς οὐδεμίαν ἐνέργειαν πρὸ τῆς ὁριστικῆς ἀποφάσεως τῆς Ἱερᾶς Συνόδου, ἐνῷ κατὰ τὰς πληροφορίας μας αἱ διαπραγματεύσεις συνεχίζονται καὶ σήμερον μὲ τὴν συμμετοχὴν τῶν ἁρμοδίων παραγόντων, οἱ ὁποῖοι ἐξέφρασαν τὴν ἀνησυχίαν των διὰ τὴν ἐξέλιξιν τῆς ὑποθέσεως καὶ τὰς συνεπείας της ἐπὶ τῆς δημοσίας ζωῆς τῆς χώρας. [950, 1157, 1125, 1249]
article-text: Εἰς δηλώσεις του πρὸς τοὺς δημοσιογράφους ὁ ἀρμόδιος ὑπουργὸς ἐτόνισεν ὅτι ἡ κυβέρνησις δὲν προτίθεται νὰ προβῇ εἰς οὐδεμίαν ἐνέργειαν πρὸ τῆς ὁριστικῆς ἀποφάσεως τῆς Ἱερᾶς Συνόδου, ἐνῷ κατὰ τὰς πληροφορίας μας αἱ διαπραγματεύσεις συνεχίζονται καὶ σήμερον μὲ τὴν συμμετοχὴν τῶν ἁρμοδίων παραγόντων, οἱ ὁποῖοι ἐξέφρασαν τὴν ἀνησυχίαν των διὰ τὴν ἐξέλιξιν τῆς ὑποθέσεως καὶ τὰς συνεπείας της ἐπὶ τῆς δημοσίας ζωῆς τῆς χώρας. [458, 1459, 583, 1615]
